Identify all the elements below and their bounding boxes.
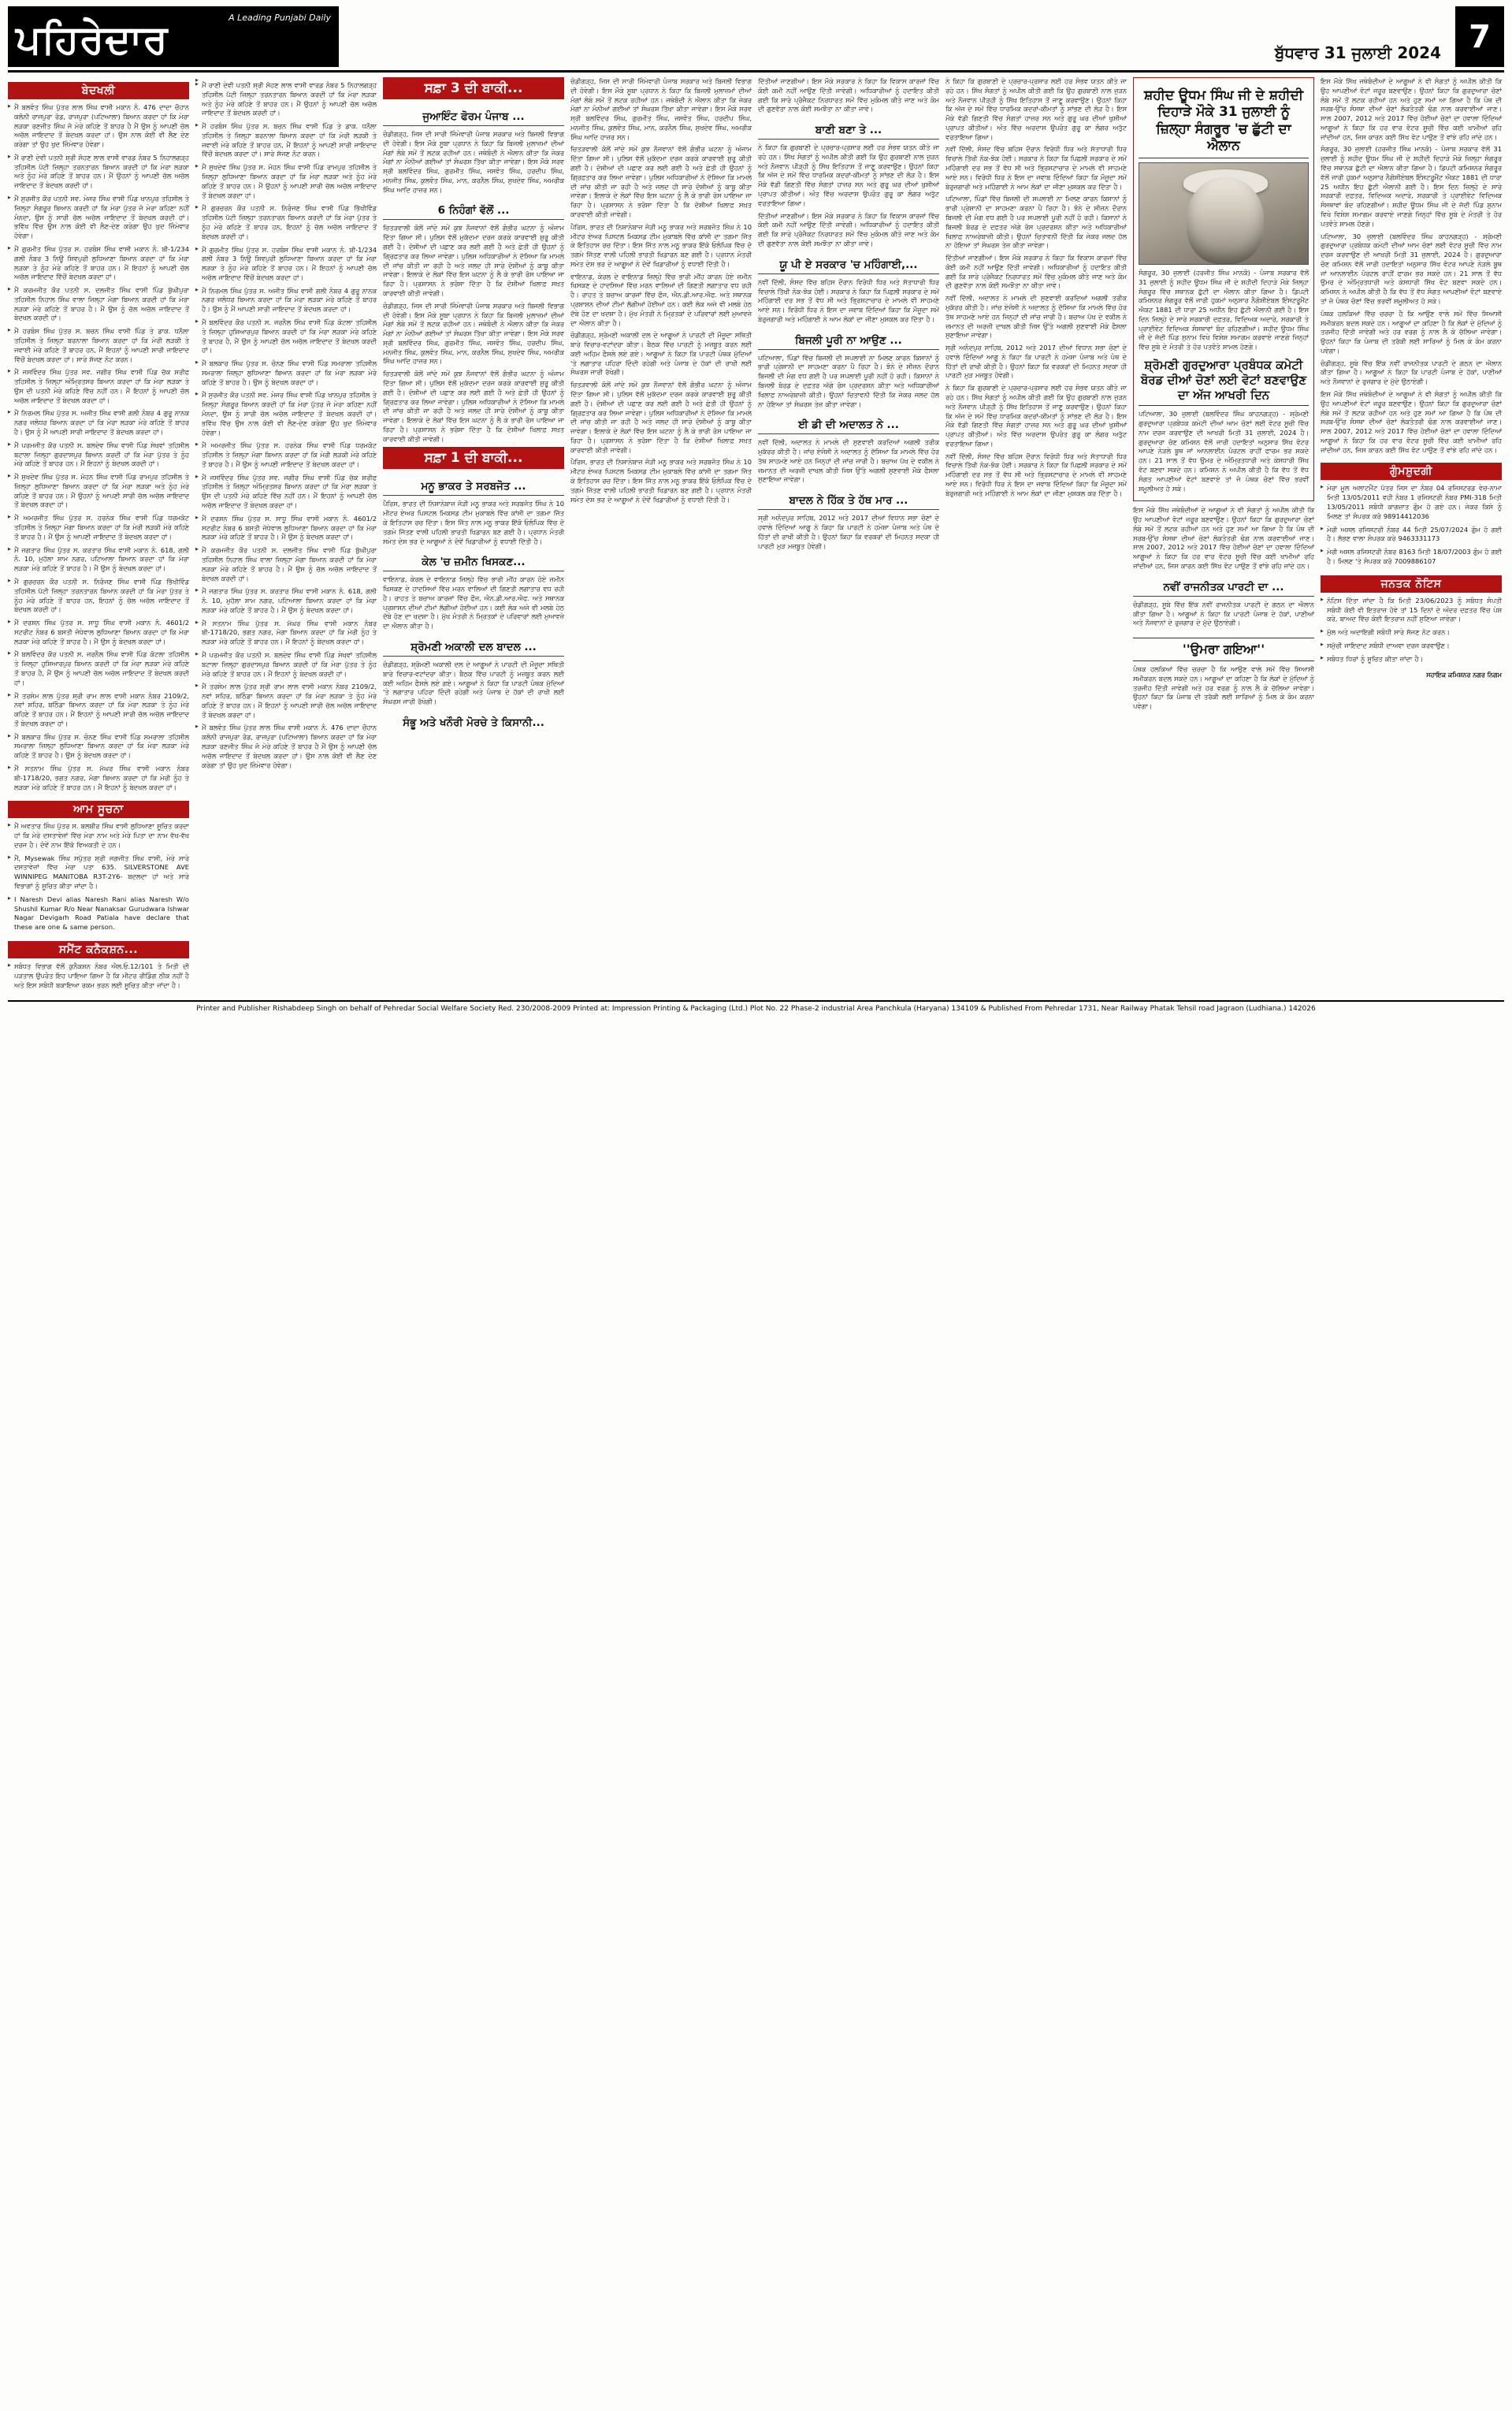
list-item: ▶ ਮੈਂ ਬਲਵਿੰਦਰ ਕੌਰ ਪਤਨੀ ਸ. ਜਰਨੈਲ ਸਿੰਘ ਵਾਸੀ ਪਿੰਡ ਕੋਟਲਾ ਤਹਿਸੀਲ ਤੇ ਜ਼ਿਲ੍ਹਾ ਹੁਸ਼ਿਆਰਪੁਰ ਬਿਆਨ ਕਰਦੀ ਹਾਂ ਕਿ ਮੇਰਾ ਲੜਕਾ ਮੇਰੇ ਕਹਿਣੇ ਤੋਂ ਬਾਹਰ ਹੈ, ਮੈਂ ਉਸ ਨੂੰ ਆਪਣੀ ਚੱਲ ਅਚੱਲ ਜਾਇਦਾਦ ਤੋਂ ਬੇਦਖਲ ਕਰਦੀ ਹਾਂ। — [195, 318, 377, 355]
paragraph: ਪੰਥਕ ਹਲਕਿਆਂ ਵਿੱਚ ਚਰਚਾ ਹੈ ਕਿ ਆਉਣ ਵਾਲੇ ਸਮੇਂ ਵਿੱਚ ਸਿਆਸੀ ਸਮੀਕਰਨ ਬਦਲ ਸਕਦੇ ਹਨ। ਆਗੂਆਂ ਦਾ ਕਹਿਣਾ ਹੈ ਕਿ ਲੋਕਾਂ ਦੇ ਮੁੱਦਿਆਂ ਨੂੰ ਤਰਜੀਹ ਦਿੱਤੀ ਜਾਵੇਗੀ ਅਤੇ ਹਰ ਵਰਗ ਨੂੰ ਨਾਲ ਲੈ ਕੇ ਚੱਲਿਆ ਜਾਵੇਗਾ। ਉਹਨਾਂ ਕਿਹਾ ਕਿ ਪੰਜਾਬ ਦੀ ਤਰੱਕੀ ਲਈ ਸਾਰਿਆਂ ਨੂੰ ਮਿਲ ਕੇ ਕੰਮ ਕਰਨਾ ਪਵੇਗਾ। — [1321, 309, 1502, 355]
portrait-photo — [1139, 162, 1309, 265]
paragraph: ਚੰਡੀਗੜ੍ਹ, ਸੂਬੇ ਵਿੱਚ ਇੱਕ ਨਵੀਂ ਰਾਜਨੀਤਕ ਪਾਰਟੀ ਦੇ ਗਠਨ ਦਾ ਐਲਾਨ ਕੀਤਾ ਗਿਆ ਹੈ। ਆਗੂਆਂ ਨੇ ਕਿਹਾ ਕਿ ਪਾਰਟੀ ਪੰਜਾਬ ਦੇ ਹੱਕਾਂ, ਪਾਣੀਆਂ ਅਤੇ ਨੌਜਵਾਨਾਂ ਦੇ ਰੁਜ਼ਗਾਰ ਦੇ ਮੁੱਦੇ ਉਠਾਏਗੀ। — [1321, 359, 1502, 386]
paragraph: ਨਵੀਂ ਦਿੱਲੀ, ਸੰਸਦ ਵਿੱਚ ਬਹਿਸ ਦੌਰਾਨ ਵਿਰੋਧੀ ਧਿਰ ਅਤੇ ਸੱਤਾਧਾਰੀ ਧਿਰ ਵਿਚਾਲੇ ਤਿੱਖੀ ਨੋਕ-ਝੋਕ ਹੋਈ। ਸਰਕਾਰ ਨੇ ਕਿਹਾ ਕਿ ਪਿਛਲੀ ਸਰਕਾਰ ਦੇ ਸਮੇਂ ਮਹਿੰਗਾਈ ਦਰ ਸਭ ਤੋਂ ਵੱਧ ਸੀ ਅਤੇ ਭ੍ਰਿਸ਼ਟਾਚਾਰ ਦੇ ਮਾਮਲੇ ਵੀ ਸਾਹਮਣੇ ਆਏ ਸਨ। ਵਿਰੋਧੀ ਧਿਰ ਨੇ ਇਸ ਦਾ ਜਵਾਬ ਦਿੰਦਿਆਂ ਕਿਹਾ ਕਿ ਮੌਜੂਦਾ ਸਮੇਂ ਬੇਰੁਜ਼ਗਾਰੀ ਅਤੇ ਮਹਿੰਗਾਈ ਨੇ ਆਮ ਲੋਕਾਂ ਦਾ ਜੀਣਾ ਮੁਸ਼ਕਲ ਕਰ ਦਿੱਤਾ ਹੈ। — [945, 145, 1127, 191]
story-headline-bijli: ਬਿਜਲੀ ਪੂਰੀ ਨਾ ਆਉਣ ... — [758, 334, 939, 350]
list-item: ▶ ਸਬੰਧਤ ਵਿਭਾਗ ਵੱਲੋਂ ਕੁਨੈਕਸ਼ਨ ਨੰਬਰ ਐਲ.ਓ.12/101 ਤੇ ਮਿਤੀ ਦੀ ਪੜਤਾਲ ਉਪਰੰਤ ਇਹ ਪਾਇਆ ਗਿਆ ਹੈ ਕਿ ਮੀਟਰ ਰੀਡਿੰਗ ਠੀਕ ਨਹੀਂ ਹੈ ਅਤੇ ਇਸ ਸਬੰਧੀ ਬਕਾਇਆ ਰਕਮ ਭਰਨ ਲਈ ਸੂਚਿਤ ਕੀਤਾ ਜਾਂਦਾ ਹੈ। — [8, 962, 189, 990]
story-body-joint-forum — [383, 130, 564, 198]
story-body-6a — [945, 77, 1127, 502]
story-headline-bani: ਬਾਣੀ ਬਣਾ ਤੇ ... — [758, 124, 939, 140]
paragraph: ਵਾਇਨਾਡ, ਕੇਰਲ ਦੇ ਵਾਇਨਾਡ ਜ਼ਿਲ੍ਹੇ ਵਿੱਚ ਭਾਰੀ ਮੀਂਹ ਕਾਰਨ ਹੋਏ ਜ਼ਮੀਨ ਖਿਸਕਣ ਦੇ ਹਾਦਸਿਆਂ ਵਿੱਚ ਮਰਨ ਵਾਲਿਆਂ ਦੀ ਗਿਣਤੀ ਲਗਾਤਾਰ ਵਧ ਰਹੀ ਹੈ। ਰਾਹਤ ਤੇ ਬਚਾਅ ਕਾਰਜਾਂ ਵਿੱਚ ਫੌਜ, ਐਨ.ਡੀ.ਆਰ.ਐਫ. ਅਤੇ ਸਥਾਨਕ ਪ੍ਰਸ਼ਾਸਨ ਦੀਆਂ ਟੀਮਾਂ ਲੱਗੀਆਂ ਹੋਈਆਂ ਹਨ। ਕਈ ਲੋਕ ਅਜੇ ਵੀ ਮਲਬੇ ਹੇਠ ਦੱਬੇ ਹੋਣ ਦਾ ਖਦਸ਼ਾ ਹੈ। ਮੁੱਖ ਮੰਤਰੀ ਨੇ ਮ੍ਰਿਤਕਾਂ ਦੇ ਪਰਿਵਾਰਾਂ ਲਈ ਮੁਆਵਜ਼ੇ ਦਾ ਐਲਾਨ ਕੀਤਾ ਹੈ। — [570, 272, 752, 327]
story-body-bani — [758, 143, 939, 252]
list-item: ▶ ਮੈਂ ਜਗਤਾਰ ਸਿੰਘ ਪੁੱਤਰ ਸ. ਕਰਤਾਰ ਸਿੰਘ ਵਾਸੀ ਮਕਾਨ ਨੰ. 618, ਗਲੀ ਨੰ. 10, ਮੁਹੱਲਾ ਸ਼ਾਮ ਨਗਰ, ਪਟਿਆਲਾ ਬਿਆਨ ਕਰਦਾ ਹਾਂ ਕਿ ਮੇਰਾ ਲੜਕਾ ਮੇਰੇ ਕਹਿਣੇ ਤੋਂ ਬਾਹਰ ਹੈ। ਮੈਂ ਉਸ ਨੂੰ ਬੇਦਖਲ ਕਰਦਾ ਹਾਂ। — [195, 587, 377, 615]
list-item: ▶ ਮੇਰੀ ਅਸਲ ਰਜਿਸਟਰੀ ਨੰਬਰ 8163 ਮਿਤੀ 18/07/2003 ਗੁੰਮ ਹੋ ਗਈ ਹੈ। ਮਿਲਣ 'ਤੇ ਸੰਪਰਕ ਕਰੋ 7009886107 — [1321, 548, 1502, 567]
list-item: ▶ ਮੈਂ ਨਿਰਮਲ ਸਿੰਘ ਪੁੱਤਰ ਸ. ਅਜੀਤ ਸਿੰਘ ਵਾਸੀ ਗਲੀ ਨੰਬਰ 4 ਗੁਰੂ ਨਾਨਕ ਨਗਰ ਜਲੰਧਰ ਬਿਆਨ ਕਰਦਾ ਹਾਂ ਕਿ ਮੇਰਾ ਲੜਕਾ ਮੇਰੇ ਕਹਿਣੇ ਤੋਂ ਬਾਹਰ ਹੈ। ਉਸ ਨੂੰ ਮੈਂ ਆਪਣੀ ਸਾਰੀ ਜਾਇਦਾਦ ਤੋਂ ਬੇਦਖਲ ਕਰਦਾ ਹਾਂ। — [195, 287, 377, 314]
story-headline-kerala-landslide: ਕੇਲ 'ਚ ਜ਼ਮੀਨ ਖਿਸਕਣ... — [383, 556, 564, 571]
paragraph: ਨਵੀਂ ਦਿੱਲੀ, ਸੰਸਦ ਵਿੱਚ ਬਹਿਸ ਦੌਰਾਨ ਵਿਰੋਧੀ ਧਿਰ ਅਤੇ ਸੱਤਾਧਾਰੀ ਧਿਰ ਵਿਚਾਲੇ ਤਿੱਖੀ ਨੋਕ-ਝੋਕ ਹੋਈ। ਸਰਕਾਰ ਨੇ ਕਿਹਾ ਕਿ ਪਿਛਲੀ ਸਰਕਾਰ ਦੇ ਸਮੇਂ ਮਹਿੰਗਾਈ ਦਰ ਸਭ ਤੋਂ ਵੱਧ ਸੀ ਅਤੇ ਭ੍ਰਿਸ਼ਟਾਚਾਰ ਦੇ ਮਾਮਲੇ ਵੀ ਸਾਹਮਣੇ ਆਏ ਸਨ। ਵਿਰੋਧੀ ਧਿਰ ਨੇ ਇਸ ਦਾ ਜਵਾਬ ਦਿੰਦਿਆਂ ਕਿਹਾ ਕਿ ਮੌਜੂਦਾ ਸਮੇਂ ਬੇਰੁਜ਼ਗਾਰੀ ਅਤੇ ਮਹਿੰਗਾਈ ਨੇ ਆਮ ਲੋਕਾਂ ਦਾ ਜੀਣਾ ਮੁਸ਼ਕਲ ਕਰ ਦਿੱਤਾ ਹੈ। — [945, 452, 1127, 497]
page-number: 7 — [1455, 6, 1504, 67]
paragraph: ਨਵੀਂ ਦਿੱਲੀ, ਅਦਾਲਤ ਨੇ ਮਾਮਲੇ ਦੀ ਸੁਣਵਾਈ ਕਰਦਿਆਂ ਅਗਲੀ ਤਰੀਕ ਮੁਕੱਰਰ ਕੀਤੀ ਹੈ। ਜਾਂਚ ਏਜੰਸੀ ਨੇ ਅਦਾਲਤ ਨੂੰ ਦੱਸਿਆ ਕਿ ਮਾਮਲੇ ਵਿੱਚ ਹੋਰ ਤੱਥ ਸਾਹਮਣੇ ਆਏ ਹਨ ਜਿਨ੍ਹਾਂ ਦੀ ਜਾਂਚ ਜਾਰੀ ਹੈ। ਬਚਾਅ ਪੱਖ ਦੇ ਵਕੀਲ ਨੇ ਜ਼ਮਾਨਤ ਦੀ ਅਰਜ਼ੀ ਦਾਖਲ ਕੀਤੀ ਜਿਸ ਉੱਤੇ ਅਗਲੀ ਸੁਣਵਾਈ ਮੌਕੇ ਫੈਸਲਾ ਸੁਣਾਇਆ ਜਾਵੇਗਾ। — [945, 294, 1127, 340]
paragraph: ਨੇ ਕਿਹਾ ਕਿ ਗੁਰਬਾਣੀ ਦੇ ਪ੍ਰਚਾਰ-ਪ੍ਰਸਾਰ ਲਈ ਹਰ ਸੰਭਵ ਯਤਨ ਕੀਤੇ ਜਾ ਰਹੇ ਹਨ। ਸਿੱਖ ਸੰਗਤਾਂ ਨੂੰ ਅਪੀਲ ਕੀਤੀ ਗਈ ਕਿ ਉਹ ਗੁਰਬਾਣੀ ਨਾਲ ਜੁੜਨ ਅਤੇ ਨੌਜਵਾਨ ਪੀੜ੍ਹੀ ਨੂੰ ਸਿੱਖ ਇਤਿਹਾਸ ਤੋਂ ਜਾਣੂ ਕਰਵਾਉਣ। ਉਹਨਾਂ ਕਿਹਾ ਕਿ ਅੱਜ ਦੇ ਸਮੇਂ ਵਿੱਚ ਧਾਰਮਿਕ ਕਦਰਾਂ-ਕੀਮਤਾਂ ਨੂੰ ਸਾਂਭਣ ਦੀ ਲੋੜ ਹੈ। ਇਸ ਮੌਕੇ ਵੱਡੀ ਗਿਣਤੀ ਵਿੱਚ ਸੰਗਤਾਂ ਹਾਜ਼ਰ ਸਨ ਅਤੇ ਗੁਰੂ ਘਰ ਦੀਆਂ ਖੁਸ਼ੀਆਂ ਪ੍ਰਾਪਤ ਕੀਤੀਆਂ। ਅੰਤ ਵਿੱਚ ਅਰਦਾਸ ਉਪਰੰਤ ਗੁਰੂ ਕਾ ਲੰਗਰ ਅਤੁੱਟ ਵਰਤਾਇਆ ਗਿਆ। — [758, 143, 939, 207]
section-heading-jantak-notice: ਜਨਤਕ ਨੋਟਿਸ — [1321, 575, 1502, 593]
story-body-6-nihang — [383, 224, 564, 447]
paragraph: ਸ੍ਰੀ ਅਨੰਦਪੁਰ ਸਾਹਿਬ, 2012 ਅਤੇ 2017 ਦੀਆਂ ਵਿਧਾਨ ਸਭਾ ਚੋਣਾਂ ਦੇ ਹਵਾਲੇ ਦਿੰਦਿਆਂ ਆਗੂ ਨੇ ਕਿਹਾ ਕਿ ਪਾਰਟੀ ਨੇ ਹਮੇਸ਼ਾ ਪੰਜਾਬ ਅਤੇ ਪੰਥ ਦੇ ਹਿੱਤਾਂ ਦੀ ਰਾਖੀ ਕੀਤੀ ਹੈ। ਉਹਨਾਂ ਕਿਹਾ ਕਿ ਵਰਕਰਾਂ ਦੀ ਮਿਹਨਤ ਸਦਕਾ ਹੀ ਪਾਰਟੀ ਮੁੜ ਮਜ਼ਬੂਤ ਹੋਵੇਗੀ। — [945, 344, 1127, 380]
story-body-umra-gaya — [1133, 665, 1314, 715]
paragraph: ਚੰਡੀਗੜ੍ਹ, ਜਿਸ ਦੀ ਸਾਰੀ ਜਿੰਮੇਵਾਰੀ ਪੰਜਾਬ ਸਰਕਾਰ ਅਤੇ ਬਿਜਲੀ ਵਿਭਾਗ ਦੀ ਹੋਵੇਗੀ। ਇਸ ਮੌਕੇ ਸੂਬਾ ਪ੍ਰਧਾਨ ਨੇ ਕਿਹਾ ਕਿ ਬਿਜਲੀ ਮੁਲਾਜ਼ਮਾਂ ਦੀਆਂ ਮੰਗਾਂ ਲੰਬੇ ਸਮੇਂ ਤੋਂ ਲਟਕ ਰਹੀਆਂ ਹਨ। ਜਥੇਬੰਦੀ ਨੇ ਐਲਾਨ ਕੀਤਾ ਕਿ ਜੇਕਰ ਮੰਗਾਂ ਨਾ ਮੰਨੀਆਂ ਗਈਆਂ ਤਾਂ ਸੰਘਰਸ਼ ਤਿੱਖਾ ਕੀਤਾ ਜਾਵੇਗਾ। ਇਸ ਮੌਕੇ ਸਰਵ ਸ਼੍ਰੀ ਬਲਵਿੰਦਰ ਸਿੰਘ, ਗੁਰਮੀਤ ਸਿੰਘ, ਜਸਵੰਤ ਸਿੰਘ, ਹਰਦੀਪ ਸਿੰਘ, ਮਨਜੀਤ ਸਿੰਘ, ਕੁਲਵੰਤ ਸਿੰਘ, ਮਾਨ, ਕਰਨੈਲ ਸਿੰਘ, ਸੁਖਦੇਵ ਸਿੰਘ, ਅਮਰੀਕ ਸਿੰਘ ਆਦਿ ਹਾਜ਼ਰ ਸਨ। — [383, 301, 564, 366]
list-item: ▶ ਮੈਂ ਸੁਖਦੇਵ ਸਿੰਘ ਪੁੱਤਰ ਸ. ਮੋਹਨ ਸਿੰਘ ਵਾਸੀ ਪਿੰਡ ਰਾਮਪੁਰ ਤਹਿਸੀਲ ਤੇ ਜ਼ਿਲ੍ਹਾ ਲੁਧਿਆਣਾ ਬਿਆਨ ਕਰਦਾ ਹਾਂ ਕਿ ਮੇਰਾ ਲੜਕਾ ਅਤੇ ਨੂੰਹ ਮੇਰੇ ਕਹਿਣੇ ਤੋਂ ਬਾਹਰ ਹਨ। ਮੈਂ ਉਹਨਾਂ ਨੂੰ ਆਪਣੀ ਸਾਰੀ ਚੱਲ ਅਚੱਲ ਜਾਇਦਾਦ ਤੋਂ ਬੇਦਖਲ ਕਰਦਾ ਹਾਂ। — [195, 163, 377, 200]
column-classifieds-2 — [195, 77, 377, 774]
column-jump-page3 — [383, 77, 564, 735]
list-item: ▶ ਮੈਂ ਹਰਬੰਸ ਸਿੰਘ ਪੁੱਤਰ ਸ. ਬਚਨ ਸਿੰਘ ਵਾਸੀ ਪਿੰਡ ਤੇ ਡਾਕ. ਧਨੌਲਾ ਤਹਿਸੀਲ ਤੇ ਜ਼ਿਲ੍ਹਾ ਬਰਨਾਲਾ ਬਿਆਨ ਕਰਦਾ ਹਾਂ ਕਿ ਮੇਰੀ ਲੜਕੀ ਤੇ ਜਵਾਈ ਮੇਰੇ ਕਹਿਣੇ ਤੋਂ ਬਾਹਰ ਹਨ, ਮੈਂ ਇਹਨਾਂ ਨੂੰ ਆਪਣੀ ਸਾਰੀ ਜਾਇਦਾਦ ਵਿੱਚੋਂ ਬੇਦਖਲ ਕਰਦਾ ਹਾਂ। ਸਾਰੇ ਸੱਜਣ ਨੋਟ ਕਰਨ। — [8, 327, 189, 364]
cement-connection-list — [8, 962, 189, 994]
column8-top-text — [1321, 77, 1502, 458]
list-item: ▶ ਮੈਂ ਅਮਰਜੀਤ ਸਿੰਘ ਪੁੱਤਰ ਸ. ਹਰਨੇਕ ਸਿੰਘ ਵਾਸੀ ਪਿੰਡ ਧਰਮਕੋਟ ਤਹਿਸੀਲ ਤੇ ਜ਼ਿਲ੍ਹਾ ਮੋਗਾ ਬਿਆਨ ਕਰਦਾ ਹਾਂ ਕਿ ਮੇਰੀ ਲੜਕੀ ਮੇਰੇ ਕਹਿਣੇ ਤੋਂ ਬਾਹਰ ਹੈ। ਮੈਂ ਉਸ ਨੂੰ ਆਪਣੀ ਜਾਇਦਾਦ ਤੋਂ ਬੇਦਖਲ ਕਰਦਾ ਹਾਂ। — [195, 441, 377, 469]
section-heading-aam-soochna: ਆਮ ਸੂਚਨਾ — [8, 801, 189, 818]
lead-body — [1139, 269, 1309, 352]
story-headline-shambhu-khanauri: ਸੰਭੂ ਅਤੇ ਖਨੌਰੀ ਮੋਰਚੇ ਤੇ ਕਿਸਾਨੀ... — [403, 716, 544, 729]
list-item: ▶ I Naresh Devi alias Naresh Rani alias Naresh W/o Shushil Kumar R/o Near Nanaksar Gurudwara Ishwar Nagar Devigarh Road Patiala have declare that these are one & same person. — [8, 895, 189, 932]
list-item: ▶ ਸਮੁੱਚੀ ਜਾਇਦਾਦ ਸਬੰਧੀ ਦਾਅਵਾ ਦਰਜ ਕਰਵਾਉਣ। — [1321, 642, 1502, 651]
paragraph: ਚਿਤੜਵਾਲੀ ਕੋਲੋਂ ਜਾਂਦੇ ਸਮੇਂ ਕੁਝ ਨੌਜਵਾਨਾਂ ਵੱਲੋਂ ਗੰਭੀਰ ਘਟਨਾ ਨੂੰ ਅੰਜਾਮ ਦਿੱਤਾ ਗਿਆ ਸੀ। ਪੁਲਿਸ ਵੱਲੋਂ ਮੁਕੱਦਮਾ ਦਰਜ ਕਰਕੇ ਕਾਰਵਾਈ ਸ਼ੁਰੂ ਕੀਤੀ ਗਈ ਹੈ। ਦੋਸ਼ੀਆਂ ਦੀ ਪਛਾਣ ਕਰ ਲਈ ਗਈ ਹੈ ਅਤੇ ਛੇਤੀ ਹੀ ਉਹਨਾਂ ਨੂੰ ਗ੍ਰਿਫ਼ਤਾਰ ਕਰ ਲਿਆ ਜਾਵੇਗਾ। ਪੁਲਿਸ ਅਧਿਕਾਰੀਆਂ ਨੇ ਦੱਸਿਆ ਕਿ ਮਾਮਲੇ ਦੀ ਜਾਂਚ ਕੀਤੀ ਜਾ ਰਹੀ ਹੈ ਅਤੇ ਜਲਦ ਹੀ ਸਾਰੇ ਦੋਸ਼ੀਆਂ ਨੂੰ ਕਾਬੂ ਕੀਤਾ ਜਾਵੇਗਾ। ਇਲਾਕੇ ਦੇ ਲੋਕਾਂ ਵਿੱਚ ਇਸ ਘਟਨਾ ਨੂੰ ਲੈ ਕੇ ਭਾਰੀ ਰੋਸ ਪਾਇਆ ਜਾ ਰਿਹਾ ਹੈ। ਪ੍ਰਸ਼ਾਸਨ ਨੇ ਭਰੋਸਾ ਦਿੱਤਾ ਹੈ ਕਿ ਦੋਸ਼ੀਆਂ ਖਿਲਾਫ਼ ਸਖ਼ਤ ਕਾਰਵਾਈ ਕੀਤੀ ਜਾਵੇਗੀ। — [383, 224, 564, 297]
list-item: ▶ ਮੈਂ ਤਰਸੇਮ ਲਾਲ ਪੁੱਤਰ ਸ਼੍ਰੀ ਰਾਮ ਲਾਲ ਵਾਸੀ ਮਕਾਨ ਨੰਬਰ 2109/2, ਨਵਾਂ ਸ਼ਹਿਰ, ਬਠਿੰਡਾ ਬਿਆਨ ਕਰਦਾ ਹਾਂ ਕਿ ਮੇਰਾ ਲੜਕਾ ਤੇ ਨੂੰਹ ਮੇਰੇ ਕਹਿਣੇ ਤੋਂ ਬਾਹਰ ਹਨ। ਮੈਂ ਇਹਨਾਂ ਨੂੰ ਆਪਣੀ ਸਾਰੀ ਚੱਲ ਅਚੱਲ ਜਾਇਦਾਦ ਤੋਂ ਬੇਦਖਲ ਕਰਦਾ ਹਾਂ। — [195, 683, 377, 720]
list-item: ▶ ਮੈਂ ਗੁਰਚਰਨ ਕੌਰ ਪਤਨੀ ਸ. ਨਿਰੰਜਣ ਸਿੰਘ ਵਾਸੀ ਪਿੰਡ ਭਿੱਖੀਵਿੰਡ ਤਹਿਸੀਲ ਪੱਟੀ ਜ਼ਿਲ੍ਹਾ ਤਰਨਤਾਰਨ ਬਿਆਨ ਕਰਦੀ ਹਾਂ ਕਿ ਮੇਰਾ ਪੁੱਤਰ ਤੇ ਨੂੰਹ ਮੇਰੇ ਕਹਿਣੇ ਤੋਂ ਬਾਹਰ ਹਨ, ਇਹਨਾਂ ਨੂੰ ਚੱਲ ਅਚੱਲ ਜਾਇਦਾਦ ਤੋਂ ਬੇਦਖਲ ਕਰਦੀ ਹਾਂ। — [195, 204, 377, 241]
newspaper-logo — [8, 6, 339, 67]
story-body-upa-mehangai — [758, 278, 939, 328]
list-item: ▶ ਮੈਂ ਸਤਨਾਮ ਸਿੰਘ ਪੁੱਤਰ ਸ. ਮੱਘਰ ਸਿੰਘ ਵਾਸੀ ਮਕਾਨ ਨੰਬਰ ਬੀ-1718/20, ਭਗਤ ਨਗਰ, ਮੋਗਾ ਬਿਆਨ ਕਰਦਾ ਹਾਂ ਕਿ ਮੇਰੀ ਨੂੰਹ ਤੇ ਲੜਕਾ ਮੇਰੇ ਕਹਿਣੇ ਤੋਂ ਬਾਹਰ ਹਨ। ਮੈਂ ਇਹਨਾਂ ਨੂੰ ਬੇਦਖਲ ਕਰਦਾ ਹਾਂ। — [195, 619, 377, 647]
story-body-continued-1 — [570, 77, 752, 223]
list-item: ▶ ਮੈਂ ਤਰਸੇਮ ਲਾਲ ਪੁੱਤਰ ਸ਼੍ਰੀ ਰਾਮ ਲਾਲ ਵਾਸੀ ਮਕਾਨ ਨੰਬਰ 2109/2, ਨਵਾਂ ਸ਼ਹਿਰ, ਬਠਿੰਡਾ ਬਿਆਨ ਕਰਦਾ ਹਾਂ ਕਿ ਮੇਰਾ ਲੜਕਾ ਤੇ ਨੂੰਹ ਮੇਰੇ ਕਹਿਣੇ ਤੋਂ ਬਾਹਰ ਹਨ। ਮੈਂ ਇਹਨਾਂ ਨੂੰ ਆਪਣੀ ਸਾਰੀ ਚੱਲ ਅਚੱਲ ਜਾਇਦਾਦ ਤੋਂ ਬੇਦਖਲ ਕਰਦਾ ਹਾਂ। — [8, 692, 189, 729]
story-body-manu-bhaker — [383, 500, 564, 549]
paragraph: ਪਟਿਆਲਾ, ਪਿੰਡਾਂ ਵਿੱਚ ਬਿਜਲੀ ਦੀ ਸਪਲਾਈ ਨਾ ਮਿਲਣ ਕਾਰਨ ਕਿਸਾਨਾਂ ਨੂੰ ਭਾਰੀ ਪ੍ਰੇਸ਼ਾਨੀ ਦਾ ਸਾਹਮਣਾ ਕਰਨਾ ਪੈ ਰਿਹਾ ਹੈ। ਝੋਨੇ ਦੇ ਸੀਜ਼ਨ ਦੌਰਾਨ ਬਿਜਲੀ ਦੀ ਮੰਗ ਵਧ ਗਈ ਹੈ ਪਰ ਸਪਲਾਈ ਪੂਰੀ ਨਹੀਂ ਹੋ ਰਹੀ। ਕਿਸਾਨਾਂ ਨੇ ਬਿਜਲੀ ਬੋਰਡ ਦੇ ਦਫ਼ਤਰ ਅੱਗੇ ਰੋਸ ਪ੍ਰਦਰਸ਼ਨ ਕੀਤਾ ਅਤੇ ਅਧਿਕਾਰੀਆਂ ਖਿਲਾਫ਼ ਨਾਅਰੇਬਾਜ਼ੀ ਕੀਤੀ। ਉਹਨਾਂ ਚਿਤਾਵਨੀ ਦਿੱਤੀ ਕਿ ਜੇਕਰ ਜਲਦ ਹੱਲ ਨਾ ਹੋਇਆ ਤਾਂ ਸੰਘਰਸ਼ ਤੇਜ਼ ਕੀਤਾ ਜਾਵੇਗਾ। — [945, 195, 1127, 250]
secondary-body-sgpc — [1139, 410, 1309, 493]
story-headline-umra-gaya: ''ਉਮਰਾ ਗਇਆ'' — [1133, 638, 1314, 661]
list-item: ▶ ਮੈਂ ਗੁਰਮੀਤ ਸਿੰਘ ਪੁੱਤਰ ਸ. ਹਰਬੰਸ ਸਿੰਘ ਵਾਸੀ ਮਕਾਨ ਨੰ. ਬੀ-1/234 ਗਲੀ ਨੰਬਰ 3 ਨਿਊ ਸ਼ਿਵਪੁਰੀ ਲੁਧਿਆਣਾ ਬਿਆਨ ਕਰਦਾ ਹਾਂ ਕਿ ਮੇਰਾ ਲੜਕਾ ਤੇ ਨੂੰਹ ਮੇਰੇ ਕਹਿਣੇ ਤੋਂ ਬਾਹਰ ਹਨ। ਮੈਂ ਇਹਨਾਂ ਨੂੰ ਆਪਣੀ ਚੱਲ ਅਚੱਲ ਜਾਇਦਾਦ ਵਿੱਚੋਂ ਬੇਦਖਲ ਕਰਦਾ ਹਾਂ। — [8, 245, 189, 282]
lead-continuation — [1133, 506, 1314, 574]
masthead-date-area — [339, 6, 1455, 67]
list-item: ▶ ਮੈਂ ਦਰਸ਼ਨ ਸਿੰਘ ਪੁੱਤਰ ਸ. ਸਾਧੂ ਸਿੰਘ ਵਾਸੀ ਮਕਾਨ ਨੰ. 4601/2 ਸਟਰੀਟ ਨੰਬਰ 6 ਬਸਤੀ ਜੋਧੇਵਾਲ ਲੁਧਿਆਣਾ ਬਿਆਨ ਕਰਦਾ ਹਾਂ ਕਿ ਮੇਰਾ ਲੜਕਾ ਮੇਰੇ ਕਹਿਣੇ ਤੋਂ ਬਾਹਰ ਹੈ। ਮੈਂ ਉਸ ਨੂੰ ਬੇਦਖਲ ਕਰਦਾ ਹਾਂ। — [8, 619, 189, 646]
paragraph: ਪੈਰਿਸ, ਭਾਰਤ ਦੀ ਨਿਸ਼ਾਨੇਬਾਜ਼ ਜੋੜੀ ਮਨੂ ਭਾਕਰ ਅਤੇ ਸਰਬਜੋਤ ਸਿੰਘ ਨੇ 10 ਮੀਟਰ ਏਅਰ ਪਿਸਟਲ ਮਿਕਸਡ ਟੀਮ ਮੁਕਾਬਲੇ ਵਿੱਚ ਕਾਂਸੀ ਦਾ ਤਗਮਾ ਜਿੱਤ ਕੇ ਇਤਿਹਾਸ ਰਚ ਦਿੱਤਾ। ਇਸ ਜਿੱਤ ਨਾਲ ਮਨੂ ਭਾਕਰ ਇੱਕੋ ਓਲੰਪਿਕ ਵਿੱਚ ਦੋ ਤਗਮੇ ਜਿੱਤਣ ਵਾਲੀ ਪਹਿਲੀ ਭਾਰਤੀ ਖਿਡਾਰਨ ਬਣ ਗਈ ਹੈ। ਪ੍ਰਧਾਨ ਮੰਤਰੀ ਸਮੇਤ ਦੇਸ਼ ਭਰ ਦੇ ਆਗੂਆਂ ਨੇ ਦੋਵੇਂ ਖਿਡਾਰੀਆਂ ਨੂੰ ਵਧਾਈ ਦਿੱਤੀ ਹੈ। — [570, 458, 752, 504]
list-item: ▶ ਮੈਂ ਸੁਰਜੀਤ ਕੌਰ ਪਤਨੀ ਸਵ. ਮੇਜਰ ਸਿੰਘ ਵਾਸੀ ਪਿੰਡ ਖਾਨਪੁਰ ਤਹਿਸੀਲ ਤੇ ਜ਼ਿਲ੍ਹਾ ਸੰਗਰੂਰ ਬਿਆਨ ਕਰਦੀ ਹਾਂ ਕਿ ਮੇਰਾ ਪੁੱਤਰ ਜੋ ਮੇਰਾ ਕਹਿਣਾ ਨਹੀਂ ਮੰਨਦਾ, ਉਸ ਨੂੰ ਸਾਰੀ ਚੱਲ ਅਚੱਲ ਜਾਇਦਾਦ ਤੋਂ ਬੇਦਖਲ ਕਰਦੀ ਹਾਂ। ਭਵਿੱਖ ਵਿੱਚ ਉਸ ਨਾਲ ਕੋਈ ਵੀ ਲੈਣ-ਦੇਣ ਕਰੇਗਾ ਉਹ ਖੁਦ ਜ਼ਿੰਮੇਵਾਰ ਹੋਵੇਗਾ। — [195, 391, 377, 437]
section-heading-cement-connection: ਸਮੈਂਟ ਕਨੈਕਸ਼ਨ... — [8, 941, 189, 958]
list-item: ▶ ਮੈਂ ਰਾਣੀ ਦੇਵੀ ਪਤਨੀ ਸ਼੍ਰੀ ਸੋਹਣ ਲਾਲ ਵਾਸੀ ਵਾਰਡ ਨੰਬਰ 5 ਨਿਹਾਲਗੜ੍ਹ ਤਹਿਸੀਲ ਪੱਟੀ ਜ਼ਿਲ੍ਹਾ ਤਰਨਤਾਰਨ ਬਿਆਨ ਕਰਦੀ ਹਾਂ ਕਿ ਮੇਰਾ ਲੜਕਾ ਅਤੇ ਨੂੰਹ ਮੇਰੇ ਕਹਿਣੇ ਤੋਂ ਬਾਹਰ ਹਨ। ਮੈਂ ਉਹਨਾਂ ਨੂੰ ਆਪਣੀ ਚੱਲ ਅਚੱਲ ਜਾਇਦਾਦ ਤੋਂ ਬੇਦਖਲ ਕਰਦੀ ਹਾਂ। — [195, 81, 377, 118]
paragraph: ਪਟਿਆਲਾ, 30 ਜੁਲਾਈ (ਬਲਵਿੰਦਰ ਸਿੰਘ ਕਾਹਨਗੜ੍ਹ) - ਸ਼੍ਰੋਮਣੀ ਗੁਰਦੁਆਰਾ ਪ੍ਰਬੰਧਕ ਕਮੇਟੀ ਦੀਆਂ ਆਮ ਚੋਣਾਂ ਲਈ ਵੋਟਰ ਸੂਚੀ ਵਿੱਚ ਨਾਮ ਦਰਜ ਕਰਵਾਉਣ ਦੀ ਆਖਰੀ ਮਿਤੀ 31 ਜੁਲਾਈ, 2024 ਹੈ। ਗੁਰਦੁਆਰਾ ਚੋਣ ਕਮਿਸ਼ਨ ਵੱਲੋਂ ਜਾਰੀ ਹਦਾਇਤਾਂ ਅਨੁਸਾਰ ਸਿੱਖ ਵੋਟਰ ਆਪਣੇ ਨੇੜਲੇ ਬੂਥ ਜਾਂ ਆਨਲਾਈਨ ਪੋਰਟਲ ਰਾਹੀਂ ਫਾਰਮ ਭਰ ਸਕਦੇ ਹਨ। 21 ਸਾਲ ਤੋਂ ਵੱਧ ਉਮਰ ਦੇ ਅੰਮ੍ਰਿਤਧਾਰੀ ਅਤੇ ਕੇਸਧਾਰੀ ਸਿੱਖ ਵੋਟ ਬਣਵਾ ਸਕਦੇ ਹਨ। ਕਮਿਸ਼ਨ ਨੇ ਅਪੀਲ ਕੀਤੀ ਹੈ ਕਿ ਵੱਧ ਤੋਂ ਵੱਧ ਸੰਗਤ ਆਪਣੀਆਂ ਵੋਟਾਂ ਬਣਵਾਏ ਤਾਂ ਜੋ ਪੰਥਕ ਚੋਣਾਂ ਵਿੱਚ ਭਰਵੀਂ ਸ਼ਮੂਲੀਅਤ ਹੋ ਸਕੇ। — [1321, 232, 1502, 305]
paragraph: ਚਿਤੜਵਾਲੀ ਕੋਲੋਂ ਜਾਂਦੇ ਸਮੇਂ ਕੁਝ ਨੌਜਵਾਨਾਂ ਵੱਲੋਂ ਗੰਭੀਰ ਘਟਨਾ ਨੂੰ ਅੰਜਾਮ ਦਿੱਤਾ ਗਿਆ ਸੀ। ਪੁਲਿਸ ਵੱਲੋਂ ਮੁਕੱਦਮਾ ਦਰਜ ਕਰਕੇ ਕਾਰਵਾਈ ਸ਼ੁਰੂ ਕੀਤੀ ਗਈ ਹੈ। ਦੋਸ਼ੀਆਂ ਦੀ ਪਛਾਣ ਕਰ ਲਈ ਗਈ ਹੈ ਅਤੇ ਛੇਤੀ ਹੀ ਉਹਨਾਂ ਨੂੰ ਗ੍ਰਿਫ਼ਤਾਰ ਕਰ ਲਿਆ ਜਾਵੇਗਾ। ਪੁਲਿਸ ਅਧਿਕਾਰੀਆਂ ਨੇ ਦੱਸਿਆ ਕਿ ਮਾਮਲੇ ਦੀ ਜਾਂਚ ਕੀਤੀ ਜਾ ਰਹੀ ਹੈ ਅਤੇ ਜਲਦ ਹੀ ਸਾਰੇ ਦੋਸ਼ੀਆਂ ਨੂੰ ਕਾਬੂ ਕੀਤਾ ਜਾਵੇਗਾ। ਇਲਾਕੇ ਦੇ ਲੋਕਾਂ ਵਿੱਚ ਇਸ ਘਟਨਾ ਨੂੰ ਲੈ ਕੇ ਭਾਰੀ ਰੋਸ ਪਾਇਆ ਜਾ ਰਿਹਾ ਹੈ। ਪ੍ਰਸ਼ਾਸਨ ਨੇ ਭਰੋਸਾ ਦਿੱਤਾ ਹੈ ਕਿ ਦੋਸ਼ੀਆਂ ਖਿਲਾਫ਼ ਸਖ਼ਤ ਕਾਰਵਾਈ ਕੀਤੀ ਜਾਵੇਗੀ। — [570, 381, 752, 454]
list-item: ▶ ਮੈਂ ਅਵਤਾਰ ਸਿੰਘ ਪੁੱਤਰ ਸ. ਬਲਬੀਰ ਸਿੰਘ ਵਾਸੀ ਲੁਧਿਆਣਾ ਸੂਚਿਤ ਕਰਦਾ ਹਾਂ ਕਿ ਮੇਰੇ ਦਸਤਾਵੇਜ਼ਾਂ ਵਿੱਚ ਮੇਰਾ ਨਾਮ ਅਤੇ ਮੇਰੇ ਪਿਤਾ ਦਾ ਨਾਮ ਵੱਖ-ਵੱਖ ਦਰਜ ਹੈ। ਦੋਵੇਂ ਨਾਮ ਇੱਕੋ ਵਿਅਕਤੀ ਦੇ ਹਨ। — [8, 822, 189, 850]
paragraph: ਇਸ ਮੌਕੇ ਸਿੱਖ ਜਥੇਬੰਦੀਆਂ ਦੇ ਆਗੂਆਂ ਨੇ ਵੀ ਸੰਗਤਾਂ ਨੂੰ ਅਪੀਲ ਕੀਤੀ ਕਿ ਉਹ ਆਪਣੀਆਂ ਵੋਟਾਂ ਜਰੂਰ ਬਣਵਾਉਣ। ਉਹਨਾਂ ਕਿਹਾ ਕਿ ਗੁਰਦੁਆਰਾ ਚੋਣਾਂ ਲੰਬੇ ਸਮੇਂ ਤੋਂ ਲਟਕ ਰਹੀਆਂ ਹਨ ਅਤੇ ਹੁਣ ਸਮਾਂ ਆ ਗਿਆ ਹੈ ਕਿ ਪੰਥ ਦੀ ਸਰਬ-ਉੱਚ ਸੰਸਥਾ ਦੀਆਂ ਚੋਣਾਂ ਲੋਕਤੰਤਰੀ ਢੰਗ ਨਾਲ ਕਰਵਾਈਆਂ ਜਾਣ। ਸਾਲ 2007, 2012 ਅਤੇ 2017 ਵਿੱਚ ਹੋਈਆਂ ਚੋਣਾਂ ਦਾ ਹਵਾਲਾ ਦਿੰਦਿਆਂ ਆਗੂਆਂ ਨੇ ਕਿਹਾ ਕਿ ਹਰ ਵਾਰ ਵੋਟਰ ਸੂਚੀ ਵਿੱਚ ਕਈ ਖਾਮੀਆਂ ਰਹਿ ਜਾਂਦੀਆਂ ਹਨ, ਜਿਸ ਕਾਰਨ ਕਈ ਸਿੱਖ ਵੋਟ ਪਾਉਣ ਤੋਂ ਵਾਂਝੇ ਰਹਿ ਜਾਂਦੇ ਹਨ। — [1321, 77, 1502, 141]
story-body-intro — [758, 77, 939, 117]
paragraph: ਦਿੱਤੀਆਂ ਜਾਣਗੀਆਂ। ਇਸ ਮੌਕੇ ਸਰਕਾਰ ਨੇ ਕਿਹਾ ਕਿ ਵਿਕਾਸ ਕਾਰਜਾਂ ਵਿੱਚ ਕੋਈ ਕਮੀ ਨਹੀਂ ਆਉਣ ਦਿੱਤੀ ਜਾਵੇਗੀ। ਅਧਿਕਾਰੀਆਂ ਨੂੰ ਹਦਾਇਤ ਕੀਤੀ ਗਈ ਕਿ ਸਾਰੇ ਪ੍ਰੋਜੈਕਟ ਨਿਰਧਾਰਤ ਸਮੇਂ ਵਿੱਚ ਮੁਕੰਮਲ ਕੀਤੇ ਜਾਣ ਅਤੇ ਕੰਮ ਦੀ ਗੁਣਵੱਤਾ ਨਾਲ ਕੋਈ ਸਮਝੌਤਾ ਨਾ ਕੀਤਾ ਜਾਵੇ। — [758, 211, 939, 247]
list-item: ▶ ਮੈਂ ਸੁਰਜੀਤ ਕੌਰ ਪਤਨੀ ਸਵ. ਮੇਜਰ ਸਿੰਘ ਵਾਸੀ ਪਿੰਡ ਖਾਨਪੁਰ ਤਹਿਸੀਲ ਤੇ ਜ਼ਿਲ੍ਹਾ ਸੰਗਰੂਰ ਬਿਆਨ ਕਰਦੀ ਹਾਂ ਕਿ ਮੇਰਾ ਪੁੱਤਰ ਜੋ ਮੇਰਾ ਕਹਿਣਾ ਨਹੀਂ ਮੰਨਦਾ, ਉਸ ਨੂੰ ਸਾਰੀ ਚੱਲ ਅਚੱਲ ਜਾਇਦਾਦ ਤੋਂ ਬੇਦਖਲ ਕਰਦੀ ਹਾਂ। ਭਵਿੱਖ ਵਿੱਚ ਉਸ ਨਾਲ ਕੋਈ ਵੀ ਲੈਣ-ਦੇਣ ਕਰੇਗਾ ਉਹ ਖੁਦ ਜ਼ਿੰਮੇਵਾਰ ਹੋਵੇਗਾ। — [8, 195, 189, 241]
secondary-headline-sgpc: ਸ਼੍ਰੋਮਣੀ ਗੁਰਦੁਆਰਾ ਪ੍ਰਬੰਧਕ ਕਮੇਟੀ ਬੋਰਡ ਦੀਆਂ ਚੋਣਾਂ ਲਈ ਵੋਟਾਂ ਬਣਵਾਉਣ ਦਾ ਅੱਜ ਆਖਰੀ ਦਿਨ — [1139, 358, 1309, 406]
list-item: ▶ ਮੈਂ ਜਸਵਿੰਦਰ ਸਿੰਘ ਪੁੱਤਰ ਸਵ. ਜਗੀਰ ਸਿੰਘ ਵਾਸੀ ਪਿੰਡ ਚੱਕ ਸ਼ਰੀਫ ਤਹਿਸੀਲ ਤੇ ਜ਼ਿਲ੍ਹਾ ਅੰਮ੍ਰਿਤਸਰ ਬਿਆਨ ਕਰਦਾ ਹਾਂ ਕਿ ਮੇਰਾ ਲੜਕਾ ਤੇ ਉਸ ਦੀ ਪਤਨੀ ਮੇਰੇ ਕਹਿਣੇ ਵਿੱਚ ਨਹੀਂ ਹਨ। ਮੈਂ ਇਹਨਾਂ ਨੂੰ ਆਪਣੀ ਚੱਲ ਅਚੱਲ ਜਾਇਦਾਦ ਤੋਂ ਬੇਦਖਲ ਕਰਦਾ ਹਾਂ। — [195, 474, 377, 511]
story-body-kerala-landslide — [383, 575, 564, 634]
column-jump-continued — [570, 77, 752, 508]
story-headline-akali-dal: ਸ਼੍ਰੋਮਣੀ ਅਕਾਲੀ ਦਲ ਬਾਦਲ ... — [383, 641, 564, 657]
imprint-footer: Printer and Publisher Rishabdeep Singh on behalf of Pehredar Social Welfare Society Red. 230/2008-2009 Printed at: Impression Printing & Packaging (Ltd.) Plot No. 22 Phase-2 industrial Area Panchkula (Haryana) 134109 & Published From Pehredar 1731, Near Railway Phatak Tehsil road Jagraon (Ludhiana.) 142026 — [8, 1000, 1504, 1013]
paragraph: ਸੰਗਰੂਰ, 30 ਜੁਲਾਈ (ਹਰਜੀਤ ਸਿੰਘ ਮਾਨਕੋ) - ਪੰਜਾਬ ਸਰਕਾਰ ਵੱਲੋਂ 31 ਜੁਲਾਈ ਨੂੰ ਸ਼ਹੀਦ ਊਧਮ ਸਿੰਘ ਜੀ ਦੇ ਸ਼ਹੀਦੀ ਦਿਹਾੜੇ ਮੌਕੇ ਜ਼ਿਲ੍ਹਾ ਸੰਗਰੂਰ ਵਿੱਚ ਸਥਾਨਕ ਛੁੱਟੀ ਦਾ ਐਲਾਨ ਕੀਤਾ ਗਿਆ ਹੈ। ਡਿਪਟੀ ਕਮਿਸ਼ਨਰ ਸੰਗਰੂਰ ਵੱਲੋਂ ਜਾਰੀ ਹੁਕਮਾਂ ਅਨੁਸਾਰ ਨੈਗੋਸ਼ੀਏਬਲ ਇੰਸਟਰੂਮੈਂਟ ਐਕਟ 1881 ਦੀ ਧਾਰਾ 25 ਅਧੀਨ ਇਹ ਛੁੱਟੀ ਐਲਾਨੀ ਗਈ ਹੈ। ਇਸ ਦਿਨ ਜ਼ਿਲ੍ਹੇ ਦੇ ਸਾਰੇ ਸਰਕਾਰੀ ਦਫ਼ਤਰ, ਵਿਦਿਅਕ ਅਦਾਰੇ, ਸਰਕਾਰੀ ਤੇ ਪ੍ਰਾਈਵੇਟ ਵਿਦਿਅਕ ਸੰਸਥਾਵਾਂ ਬੰਦ ਰਹਿਣਗੀਆਂ। ਸ਼ਹੀਦ ਊਧਮ ਸਿੰਘ ਜੀ ਦੇ ਜੱਦੀ ਪਿੰਡ ਸੁਨਾਮ ਵਿਖੇ ਵਿਸ਼ੇਸ਼ ਸਮਾਗਮ ਕਰਵਾਏ ਜਾਣਗੇ ਜਿਨ੍ਹਾਂ ਵਿੱਚ ਸੂਬੇ ਦੇ ਮੰਤਰੀ ਤੇ ਹੋਰ ਪਤਵੰਤੇ ਸ਼ਾਮਲ ਹੋਣਗੇ। — [1321, 145, 1502, 228]
jump-heading-page1: ਸਫ਼ਾ 1 ਦੀ ਬਾਕੀ... — [383, 447, 564, 469]
column-classifieds — [8, 77, 189, 994]
story-headline-joint-forum: ਜੁਆਇੰਟ ਫੋਰਮ ਪੰਜਾਬ ... — [383, 110, 564, 126]
notice-signature: ਸਹਾਇਕ ਕਮਿਸ਼ਨਰ ਨਗਰ ਨਿਗਮ — [1426, 672, 1502, 679]
list-item: ▶ ਮੈਂ ਗੁਰਮੀਤ ਸਿੰਘ ਪੁੱਤਰ ਸ. ਹਰਬੰਸ ਸਿੰਘ ਵਾਸੀ ਮਕਾਨ ਨੰ. ਬੀ-1/234 ਗਲੀ ਨੰਬਰ 3 ਨਿਊ ਸ਼ਿਵਪੁਰੀ ਲੁਧਿਆਣਾ ਬਿਆਨ ਕਰਦਾ ਹਾਂ ਕਿ ਮੇਰਾ ਲੜਕਾ ਤੇ ਨੂੰਹ ਮੇਰੇ ਕਹਿਣੇ ਤੋਂ ਬਾਹਰ ਹਨ। ਮੈਂ ਇਹਨਾਂ ਨੂੰ ਆਪਣੀ ਚੱਲ ਅਚੱਲ ਜਾਇਦਾਦ ਵਿੱਚੋਂ ਬੇਦਖਲ ਕਰਦਾ ਹਾਂ। — [195, 246, 377, 283]
list-item: ▶ ਨੋਟਿਸ ਦਿੱਤਾ ਜਾਂਦਾ ਹੈ ਕਿ ਮਿਤੀ 23/06/2023 ਨੂੰ ਸਬੰਧਤ ਸੰਪਤੀ ਸਬੰਧੀ ਕੋਈ ਵੀ ਇਤਰਾਜ਼ ਹੋਵੇ ਤਾਂ 15 ਦਿਨਾਂ ਦੇ ਅੰਦਰ ਦਫ਼ਤਰ ਵਿੱਚ ਪੇਸ਼ ਕਰੇ, ਬਾਅਦ ਵਿੱਚ ਕੋਈ ਇਤਰਾਜ਼ ਨਹੀਂ ਸੁਣਿਆ ਜਾਵੇਗਾ। — [1321, 597, 1502, 624]
list-item: ▶ ਮੈਂ ਅਮਰਜੀਤ ਸਿੰਘ ਪੁੱਤਰ ਸ. ਹਰਨੇਕ ਸਿੰਘ ਵਾਸੀ ਪਿੰਡ ਧਰਮਕੋਟ ਤਹਿਸੀਲ ਤੇ ਜ਼ਿਲ੍ਹਾ ਮੋਗਾ ਬਿਆਨ ਕਰਦਾ ਹਾਂ ਕਿ ਮੇਰੀ ਲੜਕੀ ਮੇਰੇ ਕਹਿਣੇ ਤੋਂ ਬਾਹਰ ਹੈ। ਮੈਂ ਉਸ ਨੂੰ ਆਪਣੀ ਜਾਇਦਾਦ ਤੋਂ ਬੇਦਖਲ ਕਰਦਾ ਹਾਂ। — [8, 514, 189, 541]
jump-heading-page3: ਸਫ਼ਾ 3 ਦੀ ਬਾਕੀ... — [383, 77, 564, 99]
paragraph: ਚਿਤੜਵਾਲੀ ਕੋਲੋਂ ਜਾਂਦੇ ਸਮੇਂ ਕੁਝ ਨੌਜਵਾਨਾਂ ਵੱਲੋਂ ਗੰਭੀਰ ਘਟਨਾ ਨੂੰ ਅੰਜਾਮ ਦਿੱਤਾ ਗਿਆ ਸੀ। ਪੁਲਿਸ ਵੱਲੋਂ ਮੁਕੱਦਮਾ ਦਰਜ ਕਰਕੇ ਕਾਰਵਾਈ ਸ਼ੁਰੂ ਕੀਤੀ ਗਈ ਹੈ। ਦੋਸ਼ੀਆਂ ਦੀ ਪਛਾਣ ਕਰ ਲਈ ਗਈ ਹੈ ਅਤੇ ਛੇਤੀ ਹੀ ਉਹਨਾਂ ਨੂੰ ਗ੍ਰਿਫ਼ਤਾਰ ਕਰ ਲਿਆ ਜਾਵੇਗਾ। ਪੁਲਿਸ ਅਧਿਕਾਰੀਆਂ ਨੇ ਦੱਸਿਆ ਕਿ ਮਾਮਲੇ ਦੀ ਜਾਂਚ ਕੀਤੀ ਜਾ ਰਹੀ ਹੈ ਅਤੇ ਜਲਦ ਹੀ ਸਾਰੇ ਦੋਸ਼ੀਆਂ ਨੂੰ ਕਾਬੂ ਕੀਤਾ ਜਾਵੇਗਾ। ਇਲਾਕੇ ਦੇ ਲੋਕਾਂ ਵਿੱਚ ਇਸ ਘਟਨਾ ਨੂੰ ਲੈ ਕੇ ਭਾਰੀ ਰੋਸ ਪਾਇਆ ਜਾ ਰਿਹਾ ਹੈ। ਪ੍ਰਸ਼ਾਸਨ ਨੇ ਭਰੋਸਾ ਦਿੱਤਾ ਹੈ ਕਿ ਦੋਸ਼ੀਆਂ ਖਿਲਾਫ਼ ਸਖ਼ਤ ਕਾਰਵਾਈ ਕੀਤੀ ਜਾਵੇਗੀ। — [570, 145, 752, 218]
story-body-new-party — [1133, 601, 1314, 631]
list-item: ▶ ਮੈਂ ਰਾਣੀ ਦੇਵੀ ਪਤਨੀ ਸ਼੍ਰੀ ਸੋਹਣ ਲਾਲ ਵਾਸੀ ਵਾਰਡ ਨੰਬਰ 5 ਨਿਹਾਲਗੜ੍ਹ ਤਹਿਸੀਲ ਪੱਟੀ ਜ਼ਿਲ੍ਹਾ ਤਰਨਤਾਰਨ ਬਿਆਨ ਕਰਦੀ ਹਾਂ ਕਿ ਮੇਰਾ ਲੜਕਾ ਅਤੇ ਨੂੰਹ ਮੇਰੇ ਕਹਿਣੇ ਤੋਂ ਬਾਹਰ ਹਨ। ਮੈਂ ਉਹਨਾਂ ਨੂੰ ਆਪਣੀ ਚੱਲ ਅਚੱਲ ਜਾਇਦਾਦ ਤੋਂ ਬੇਦਖਲ ਕਰਦੀ ਹਾਂ। — [8, 154, 189, 191]
list-item: ▶ ਮੈਂ, Mysewak ਸਿੰਘ ਸਪੁੱਤਰ ਸ਼੍ਰੀ ਜਗਜੀਤ ਸਿੰਘ ਵਾਸੀ, ਮੇਰੇ ਸਾਰੇ ਦਸਤਾਵੇਜ਼ਾਂ ਵਿੱਚ ਮੇਰਾ ਪਤਾ 635. SILVERSTONE AVE WINNIPEG MANITOBA R3T-2Y6- ਬਦਲਦਾ ਹਾਂ ਅਤੇ ਸਾਰੇ ਵਿਭਾਗਾਂ ਨੂੰ ਸੂਚਿਤ ਕੀਤਾ ਜਾਂਦਾ ਹੈ। — [8, 854, 189, 891]
paragraph: ਚੰਡੀਗੜ੍ਹ, ਸੂਬੇ ਵਿੱਚ ਇੱਕ ਨਵੀਂ ਰਾਜਨੀਤਕ ਪਾਰਟੀ ਦੇ ਗਠਨ ਦਾ ਐਲਾਨ ਕੀਤਾ ਗਿਆ ਹੈ। ਆਗੂਆਂ ਨੇ ਕਿਹਾ ਕਿ ਪਾਰਟੀ ਪੰਜਾਬ ਦੇ ਹੱਕਾਂ, ਪਾਣੀਆਂ ਅਤੇ ਨੌਜਵਾਨਾਂ ਦੇ ਰੁਜ਼ਗਾਰ ਦੇ ਮੁੱਦੇ ਉਠਾਏਗੀ। — [1133, 600, 1314, 627]
paragraph: ਚੰਡੀਗੜ੍ਹ, ਜਿਸ ਦੀ ਸਾਰੀ ਜਿੰਮੇਵਾਰੀ ਪੰਜਾਬ ਸਰਕਾਰ ਅਤੇ ਬਿਜਲੀ ਵਿਭਾਗ ਦੀ ਹੋਵੇਗੀ। ਇਸ ਮੌਕੇ ਸੂਬਾ ਪ੍ਰਧਾਨ ਨੇ ਕਿਹਾ ਕਿ ਬਿਜਲੀ ਮੁਲਾਜ਼ਮਾਂ ਦੀਆਂ ਮੰਗਾਂ ਲੰਬੇ ਸਮੇਂ ਤੋਂ ਲਟਕ ਰਹੀਆਂ ਹਨ। ਜਥੇਬੰਦੀ ਨੇ ਐਲਾਨ ਕੀਤਾ ਕਿ ਜੇਕਰ ਮੰਗਾਂ ਨਾ ਮੰਨੀਆਂ ਗਈਆਂ ਤਾਂ ਸੰਘਰਸ਼ ਤਿੱਖਾ ਕੀਤਾ ਜਾਵੇਗਾ। ਇਸ ਮੌਕੇ ਸਰਵ ਸ਼੍ਰੀ ਬਲਵਿੰਦਰ ਸਿੰਘ, ਗੁਰਮੀਤ ਸਿੰਘ, ਜਸਵੰਤ ਸਿੰਘ, ਹਰਦੀਪ ਸਿੰਘ, ਮਨਜੀਤ ਸਿੰਘ, ਕੁਲਵੰਤ ਸਿੰਘ, ਮਾਨ, ਕਰਨੈਲ ਸਿੰਘ, ਸੁਖਦੇਵ ਸਿੰਘ, ਅਮਰੀਕ ਸਿੰਘ ਆਦਿ ਹਾਜ਼ਰ ਸਨ। — [383, 130, 564, 194]
story-body-ed-court — [758, 438, 939, 488]
section-heading-gumshudgi: ਗੁੰਮਸ਼ੁਦਗੀ — [1321, 463, 1502, 480]
paragraph: ਨਵੀਂ ਦਿੱਲੀ, ਅਦਾਲਤ ਨੇ ਮਾਮਲੇ ਦੀ ਸੁਣਵਾਈ ਕਰਦਿਆਂ ਅਗਲੀ ਤਰੀਕ ਮੁਕੱਰਰ ਕੀਤੀ ਹੈ। ਜਾਂਚ ਏਜੰਸੀ ਨੇ ਅਦਾਲਤ ਨੂੰ ਦੱਸਿਆ ਕਿ ਮਾਮਲੇ ਵਿੱਚ ਹੋਰ ਤੱਥ ਸਾਹਮਣੇ ਆਏ ਹਨ ਜਿਨ੍ਹਾਂ ਦੀ ਜਾਂਚ ਜਾਰੀ ਹੈ। ਬਚਾਅ ਪੱਖ ਦੇ ਵਕੀਲ ਨੇ ਜ਼ਮਾਨਤ ਦੀ ਅਰਜ਼ੀ ਦਾਖਲ ਕੀਤੀ ਜਿਸ ਉੱਤੇ ਅਗਲੀ ਸੁਣਵਾਈ ਮੌਕੇ ਫੈਸਲਾ ਸੁਣਾਇਆ ਜਾਵੇਗਾ। — [758, 438, 939, 484]
lead-story-box — [1133, 77, 1314, 501]
list-item: ▶ ਮੈਂ ਕਰਮਜੀਤ ਕੌਰ ਪਤਨੀ ਸ. ਦਲਜੀਤ ਸਿੰਘ ਵਾਸੀ ਪਿੰਡ ਬੁੱਘੀਪੁਰਾ ਤਹਿਸੀਲ ਨਿਹਾਲ ਸਿੰਘ ਵਾਲਾ ਜ਼ਿਲ੍ਹਾ ਮੋਗਾ ਬਿਆਨ ਕਰਦੀ ਹਾਂ ਕਿ ਮੇਰਾ ਲੜਕਾ ਮੇਰੇ ਕਹਿਣੇ ਤੋਂ ਬਾਹਰ ਹੈ। ਮੈਂ ਉਸ ਨੂੰ ਚੱਲ ਅਚੱਲ ਜਾਇਦਾਦ ਤੋਂ ਬੇਦਖਲ ਕਰਦੀ ਹਾਂ। — [195, 546, 377, 583]
paragraph: ਚੰਡੀਗੜ੍ਹ, ਸ਼੍ਰੋਮਣੀ ਅਕਾਲੀ ਦਲ ਦੇ ਆਗੂਆਂ ਨੇ ਪਾਰਟੀ ਦੀ ਮੌਜੂਦਾ ਸਥਿਤੀ ਬਾਰੇ ਵਿਚਾਰ-ਵਟਾਂਦਰਾ ਕੀਤਾ। ਬੈਠਕ ਵਿੱਚ ਪਾਰਟੀ ਨੂੰ ਮਜ਼ਬੂਤ ਕਰਨ ਲਈ ਕਈ ਅਹਿਮ ਫੈਸਲੇ ਲਏ ਗਏ। ਆਗੂਆਂ ਨੇ ਕਿਹਾ ਕਿ ਪਾਰਟੀ ਪੰਥਕ ਮੁੱਦਿਆਂ 'ਤੇ ਲਗਾਤਾਰ ਪਹਿਰਾ ਦਿੰਦੀ ਰਹੇਗੀ ਅਤੇ ਪੰਜਾਬ ਦੇ ਹੱਕਾਂ ਦੀ ਰਾਖੀ ਲਈ ਸੰਘਰਸ਼ ਜਾਰੀ ਰੱਖੇਗੀ। — [570, 331, 752, 377]
list-item: ▶ ਮੈਂ ਜਗਤਾਰ ਸਿੰਘ ਪੁੱਤਰ ਸ. ਕਰਤਾਰ ਸਿੰਘ ਵਾਸੀ ਮਕਾਨ ਨੰ. 618, ਗਲੀ ਨੰ. 10, ਮੁਹੱਲਾ ਸ਼ਾਮ ਨਗਰ, ਪਟਿਆਲਾ ਬਿਆਨ ਕਰਦਾ ਹਾਂ ਕਿ ਮੇਰਾ ਲੜਕਾ ਮੇਰੇ ਕਹਿਣੇ ਤੋਂ ਬਾਹਰ ਹੈ। ਮੈਂ ਉਸ ਨੂੰ ਬੇਦਖਲ ਕਰਦਾ ਹਾਂ। — [8, 546, 189, 574]
paragraph: ਨਵੀਂ ਦਿੱਲੀ, ਸੰਸਦ ਵਿੱਚ ਬਹਿਸ ਦੌਰਾਨ ਵਿਰੋਧੀ ਧਿਰ ਅਤੇ ਸੱਤਾਧਾਰੀ ਧਿਰ ਵਿਚਾਲੇ ਤਿੱਖੀ ਨੋਕ-ਝੋਕ ਹੋਈ। ਸਰਕਾਰ ਨੇ ਕਿਹਾ ਕਿ ਪਿਛਲੀ ਸਰਕਾਰ ਦੇ ਸਮੇਂ ਮਹਿੰਗਾਈ ਦਰ ਸਭ ਤੋਂ ਵੱਧ ਸੀ ਅਤੇ ਭ੍ਰਿਸ਼ਟਾਚਾਰ ਦੇ ਮਾਮਲੇ ਵੀ ਸਾਹਮਣੇ ਆਏ ਸਨ। ਵਿਰੋਧੀ ਧਿਰ ਨੇ ਇਸ ਦਾ ਜਵਾਬ ਦਿੰਦਿਆਂ ਕਿਹਾ ਕਿ ਮੌਜੂਦਾ ਸਮੇਂ ਬੇਰੁਜ਼ਗਾਰੀ ਅਤੇ ਮਹਿੰਗਾਈ ਨੇ ਆਮ ਲੋਕਾਂ ਦਾ ਜੀਣਾ ਮੁਸ਼ਕਲ ਕਰ ਦਿੱਤਾ ਹੈ। — [758, 277, 939, 323]
list-item: ▶ ਮੈਂ ਬਲਵੰਤ ਸਿੰਘ ਪੁੱਤਰ ਲਾਲ ਸਿੰਘ ਵਾਸੀ ਮਕਾਨ ਨੰ. 476 ਦਾਦਾ ਚੌਹਾਨ ਕਲੋਨੀ ਰਾਜਪੁਰਾ ਰੋਡ, ਰਾਜਪੁਰਾ (ਪਟਿਆਲਾ) ਬਿਆਨ ਕਰਦਾ ਹਾਂ ਕਿ ਮੇਰਾ ਲੜਕਾ ਰਣਜੀਤ ਸਿੰਘ ਜੋ ਮੇਰੇ ਕਹਿਣੇ ਤੋਂ ਬਾਹਰ ਹੈ ਮੈਂ ਉਸ ਨੂੰ ਆਪਣੀ ਚੱਲ ਅਚੱਲ ਜਾਇਦਾਦ ਤੋਂ ਬੇਦਖਲ ਕਰਦਾ ਹਾਂ। ਉਸ ਨਾਲ ਕੋਈ ਵੀ ਲੈਣ ਦੇਣ ਕਰੇਗਾ ਤਾਂ ਉਹ ਖੁਦ ਜ਼ਿੰਮੇਵਾਰ ਹੋਵੇਗਾ। — [8, 103, 189, 150]
story-headline-manu-bhaker: ਮਨੂ ਭਾਕਰ ਤੇ ਸਰਬਜੋਤ ... — [383, 480, 564, 496]
list-item: ▶ ਮੈਂ ਬਲਕਾਰ ਸਿੰਘ ਪੁੱਤਰ ਸ. ਚੰਨਣ ਸਿੰਘ ਵਾਸੀ ਪਿੰਡ ਸਮਰਾਲਾ ਤਹਿਸੀਲ ਸਮਰਾਲਾ ਜ਼ਿਲ੍ਹਾ ਲੁਧਿਆਣਾ ਬਿਆਨ ਕਰਦਾ ਹਾਂ ਕਿ ਮੇਰਾ ਲੜਕਾ ਮੇਰੇ ਕਹਿਣੇ ਤੋਂ ਬਾਹਰ ਹੈ। ਉਸ ਨੂੰ ਬੇਦਖਲ ਕਰਦਾ ਹਾਂ। — [195, 359, 377, 387]
masthead-tagline: A Leading Punjabi Daily — [228, 13, 331, 23]
list-item: ▶ ਮੈਂ ਸੁਖਦੇਵ ਸਿੰਘ ਪੁੱਤਰ ਸ. ਮੋਹਨ ਸਿੰਘ ਵਾਸੀ ਪਿੰਡ ਰਾਮਪੁਰ ਤਹਿਸੀਲ ਤੇ ਜ਼ਿਲ੍ਹਾ ਲੁਧਿਆਣਾ ਬਿਆਨ ਕਰਦਾ ਹਾਂ ਕਿ ਮੇਰਾ ਲੜਕਾ ਅਤੇ ਨੂੰਹ ਮੇਰੇ ਕਹਿਣੇ ਤੋਂ ਬਾਹਰ ਹਨ। ਮੈਂ ਉਹਨਾਂ ਨੂੰ ਆਪਣੀ ਸਾਰੀ ਚੱਲ ਅਚੱਲ ਜਾਇਦਾਦ ਤੋਂ ਬੇਦਖਲ ਕਰਦਾ ਹਾਂ। — [8, 473, 189, 510]
paragraph: ਸ੍ਰੀ ਅਨੰਦਪੁਰ ਸਾਹਿਬ, 2012 ਅਤੇ 2017 ਦੀਆਂ ਵਿਧਾਨ ਸਭਾ ਚੋਣਾਂ ਦੇ ਹਵਾਲੇ ਦਿੰਦਿਆਂ ਆਗੂ ਨੇ ਕਿਹਾ ਕਿ ਪਾਰਟੀ ਨੇ ਹਮੇਸ਼ਾ ਪੰਜਾਬ ਅਤੇ ਪੰਥ ਦੇ ਹਿੱਤਾਂ ਦੀ ਰਾਖੀ ਕੀਤੀ ਹੈ। ਉਹਨਾਂ ਕਿਹਾ ਕਿ ਵਰਕਰਾਂ ਦੀ ਮਿਹਨਤ ਸਦਕਾ ਹੀ ਪਾਰਟੀ ਮੁੜ ਮਜ਼ਬੂਤ ਹੋਵੇਗੀ। — [758, 514, 939, 550]
paragraph: ਚਿਤੜਵਾਲੀ ਕੋਲੋਂ ਜਾਂਦੇ ਸਮੇਂ ਕੁਝ ਨੌਜਵਾਨਾਂ ਵੱਲੋਂ ਗੰਭੀਰ ਘਟਨਾ ਨੂੰ ਅੰਜਾਮ ਦਿੱਤਾ ਗਿਆ ਸੀ। ਪੁਲਿਸ ਵੱਲੋਂ ਮੁਕੱਦਮਾ ਦਰਜ ਕਰਕੇ ਕਾਰਵਾਈ ਸ਼ੁਰੂ ਕੀਤੀ ਗਈ ਹੈ। ਦੋਸ਼ੀਆਂ ਦੀ ਪਛਾਣ ਕਰ ਲਈ ਗਈ ਹੈ ਅਤੇ ਛੇਤੀ ਹੀ ਉਹਨਾਂ ਨੂੰ ਗ੍ਰਿਫ਼ਤਾਰ ਕਰ ਲਿਆ ਜਾਵੇਗਾ। ਪੁਲਿਸ ਅਧਿਕਾਰੀਆਂ ਨੇ ਦੱਸਿਆ ਕਿ ਮਾਮਲੇ ਦੀ ਜਾਂਚ ਕੀਤੀ ਜਾ ਰਹੀ ਹੈ ਅਤੇ ਜਲਦ ਹੀ ਸਾਰੇ ਦੋਸ਼ੀਆਂ ਨੂੰ ਕਾਬੂ ਕੀਤਾ ਜਾਵੇਗਾ। ਇਲਾਕੇ ਦੇ ਲੋਕਾਂ ਵਿੱਚ ਇਸ ਘਟਨਾ ਨੂੰ ਲੈ ਕੇ ਭਾਰੀ ਰੋਸ ਪਾਇਆ ਜਾ ਰਿਹਾ ਹੈ। ਪ੍ਰਸ਼ਾਸਨ ਨੇ ਭਰੋਸਾ ਦਿੱਤਾ ਹੈ ਕਿ ਦੋਸ਼ੀਆਂ ਖਿਲਾਫ਼ ਸਖ਼ਤ ਕਾਰਵਾਈ ਕੀਤੀ ਜਾਵੇਗੀ। — [383, 370, 564, 443]
story-headline-upa-mehangai: ਯੂ ਪੀ ਏ ਸਰਕਾਰ 'ਚ ਮਹਿੰਗਾਈ,... — [758, 259, 939, 274]
list-item: ▶ ਮੈਂ ਜਸਵਿੰਦਰ ਸਿੰਘ ਪੁੱਤਰ ਸਵ. ਜਗੀਰ ਸਿੰਘ ਵਾਸੀ ਪਿੰਡ ਚੱਕ ਸ਼ਰੀਫ ਤਹਿਸੀਲ ਤੇ ਜ਼ਿਲ੍ਹਾ ਅੰਮ੍ਰਿਤਸਰ ਬਿਆਨ ਕਰਦਾ ਹਾਂ ਕਿ ਮੇਰਾ ਲੜਕਾ ਤੇ ਉਸ ਦੀ ਪਤਨੀ ਮੇਰੇ ਕਹਿਣੇ ਵਿੱਚ ਨਹੀਂ ਹਨ। ਮੈਂ ਇਹਨਾਂ ਨੂੰ ਆਪਣੀ ਚੱਲ ਅਚੱਲ ਜਾਇਦਾਦ ਤੋਂ ਬੇਦਖਲ ਕਰਦਾ ਹਾਂ। — [8, 368, 189, 405]
list-item: ▶ ਮੈਂ ਪਰਮਜੀਤ ਕੌਰ ਪਤਨੀ ਸ. ਬਲਦੇਵ ਸਿੰਘ ਵਾਸੀ ਪਿੰਡ ਸੇਖਵਾਂ ਤਹਿਸੀਲ ਬਟਾਲਾ ਜ਼ਿਲ੍ਹਾ ਗੁਰਦਾਸਪੁਰ ਬਿਆਨ ਕਰਦੀ ਹਾਂ ਕਿ ਮੇਰਾ ਪੁੱਤਰ ਤੇ ਨੂੰਹ ਮੇਰੇ ਕਹਿਣੇ ਤੋਂ ਬਾਹਰ ਹਨ। ਮੈਂ ਇਹਨਾਂ ਨੂੰ ਬੇਦਖਲ ਕਰਦੀ ਹਾਂ। — [8, 441, 189, 469]
story-headline-6-nihang: 6 ਨਿਹੰਗਾਂ ਵੱਲੋਂ ... — [383, 204, 564, 220]
list-item: ▶ ਮੈਂ ਗੁਰਚਰਨ ਕੌਰ ਪਤਨੀ ਸ. ਨਿਰੰਜਣ ਸਿੰਘ ਵਾਸੀ ਪਿੰਡ ਭਿੱਖੀਵਿੰਡ ਤਹਿਸੀਲ ਪੱਟੀ ਜ਼ਿਲ੍ਹਾ ਤਰਨਤਾਰਨ ਬਿਆਨ ਕਰਦੀ ਹਾਂ ਕਿ ਮੇਰਾ ਪੁੱਤਰ ਤੇ ਨੂੰਹ ਮੇਰੇ ਕਹਿਣੇ ਤੋਂ ਬਾਹਰ ਹਨ, ਇਹਨਾਂ ਨੂੰ ਚੱਲ ਅਚੱਲ ਜਾਇਦਾਦ ਤੋਂ ਬੇਦਖਲ ਕਰਦੀ ਹਾਂ। — [8, 578, 189, 615]
story-headline-new-party: ਨਵੀਂ ਰਾਜਨੀਤਕ ਪਾਰਟੀ ਦਾ ... — [1133, 581, 1314, 597]
list-item: ▶ ਮੈਂ ਪਰਮਜੀਤ ਕੌਰ ਪਤਨੀ ਸ. ਬਲਦੇਵ ਸਿੰਘ ਵਾਸੀ ਪਿੰਡ ਸੇਖਵਾਂ ਤਹਿਸੀਲ ਬਟਾਲਾ ਜ਼ਿਲ੍ਹਾ ਗੁਰਦਾਸਪੁਰ ਬਿਆਨ ਕਰਦੀ ਹਾਂ ਕਿ ਮੇਰਾ ਪੁੱਤਰ ਤੇ ਨੂੰਹ ਮੇਰੇ ਕਹਿਣੇ ਤੋਂ ਬਾਹਰ ਹਨ। ਮੈਂ ਇਹਨਾਂ ਨੂੰ ਬੇਦਖਲ ਕਰਦੀ ਹਾਂ। — [195, 651, 377, 679]
paragraph: ਨੇ ਕਿਹਾ ਕਿ ਗੁਰਬਾਣੀ ਦੇ ਪ੍ਰਚਾਰ-ਪ੍ਰਸਾਰ ਲਈ ਹਰ ਸੰਭਵ ਯਤਨ ਕੀਤੇ ਜਾ ਰਹੇ ਹਨ। ਸਿੱਖ ਸੰਗਤਾਂ ਨੂੰ ਅਪੀਲ ਕੀਤੀ ਗਈ ਕਿ ਉਹ ਗੁਰਬਾਣੀ ਨਾਲ ਜੁੜਨ ਅਤੇ ਨੌਜਵਾਨ ਪੀੜ੍ਹੀ ਨੂੰ ਸਿੱਖ ਇਤਿਹਾਸ ਤੋਂ ਜਾਣੂ ਕਰਵਾਉਣ। ਉਹਨਾਂ ਕਿਹਾ ਕਿ ਅੱਜ ਦੇ ਸਮੇਂ ਵਿੱਚ ਧਾਰਮਿਕ ਕਦਰਾਂ-ਕੀਮਤਾਂ ਨੂੰ ਸਾਂਭਣ ਦੀ ਲੋੜ ਹੈ। ਇਸ ਮੌਕੇ ਵੱਡੀ ਗਿਣਤੀ ਵਿੱਚ ਸੰਗਤਾਂ ਹਾਜ਼ਰ ਸਨ ਅਤੇ ਗੁਰੂ ਘਰ ਦੀਆਂ ਖੁਸ਼ੀਆਂ ਪ੍ਰਾਪਤ ਕੀਤੀਆਂ। ਅੰਤ ਵਿੱਚ ਅਰਦਾਸ ਉਪਰੰਤ ਗੁਰੂ ਕਾ ਲੰਗਰ ਅਤੁੱਟ ਵਰਤਾਇਆ ਗਿਆ। — [945, 384, 1127, 448]
paragraph: ਵਾਇਨਾਡ, ਕੇਰਲ ਦੇ ਵਾਇਨਾਡ ਜ਼ਿਲ੍ਹੇ ਵਿੱਚ ਭਾਰੀ ਮੀਂਹ ਕਾਰਨ ਹੋਏ ਜ਼ਮੀਨ ਖਿਸਕਣ ਦੇ ਹਾਦਸਿਆਂ ਵਿੱਚ ਮਰਨ ਵਾਲਿਆਂ ਦੀ ਗਿਣਤੀ ਲਗਾਤਾਰ ਵਧ ਰਹੀ ਹੈ। ਰਾਹਤ ਤੇ ਬਚਾਅ ਕਾਰਜਾਂ ਵਿੱਚ ਫੌਜ, ਐਨ.ਡੀ.ਆਰ.ਐਫ. ਅਤੇ ਸਥਾਨਕ ਪ੍ਰਸ਼ਾਸਨ ਦੀਆਂ ਟੀਮਾਂ ਲੱਗੀਆਂ ਹੋਈਆਂ ਹਨ। ਕਈ ਲੋਕ ਅਜੇ ਵੀ ਮਲਬੇ ਹੇਠ ਦੱਬੇ ਹੋਣ ਦਾ ਖਦਸ਼ਾ ਹੈ। ਮੁੱਖ ਮੰਤਰੀ ਨੇ ਮ੍ਰਿਤਕਾਂ ਦੇ ਪਰਿਵਾਰਾਂ ਲਈ ਮੁਆਵਜ਼ੇ ਦਾ ਐਲਾਨ ਕੀਤਾ ਹੈ। — [383, 575, 564, 631]
paragraph: ਦਿੱਤੀਆਂ ਜਾਣਗੀਆਂ। ਇਸ ਮੌਕੇ ਸਰਕਾਰ ਨੇ ਕਿਹਾ ਕਿ ਵਿਕਾਸ ਕਾਰਜਾਂ ਵਿੱਚ ਕੋਈ ਕਮੀ ਨਹੀਂ ਆਉਣ ਦਿੱਤੀ ਜਾਵੇਗੀ। ਅਧਿਕਾਰੀਆਂ ਨੂੰ ਹਦਾਇਤ ਕੀਤੀ ਗਈ ਕਿ ਸਾਰੇ ਪ੍ਰੋਜੈਕਟ ਨਿਰਧਾਰਤ ਸਮੇਂ ਵਿੱਚ ਮੁਕੰਮਲ ਕੀਤੇ ਜਾਣ ਅਤੇ ਕੰਮ ਦੀ ਗੁਣਵੱਤਾ ਨਾਲ ਕੋਈ ਸਮਝੌਤਾ ਨਾ ਕੀਤਾ ਜਾਵੇ। — [758, 77, 939, 113]
story-body-akali-dal — [383, 660, 564, 710]
list-item: ▶ ਮੈਂ ਦਰਸ਼ਨ ਸਿੰਘ ਪੁੱਤਰ ਸ. ਸਾਧੂ ਸਿੰਘ ਵਾਸੀ ਮਕਾਨ ਨੰ. 4601/2 ਸਟਰੀਟ ਨੰਬਰ 6 ਬਸਤੀ ਜੋਧੇਵਾਲ ਲੁਧਿਆਣਾ ਬਿਆਨ ਕਰਦਾ ਹਾਂ ਕਿ ਮੇਰਾ ਲੜਕਾ ਮੇਰੇ ਕਹਿਣੇ ਤੋਂ ਬਾਹਰ ਹੈ। ਮੈਂ ਉਸ ਨੂੰ ਬੇਦਖਲ ਕਰਦਾ ਹਾਂ। — [195, 515, 377, 542]
story-headline-ed-court: ਈ ਡੀ ਦੀ ਅਦਾਲਤ ਨੇ ... — [758, 419, 939, 434]
section-heading-bedakhli: ਬੇਦਖਲੀ — [8, 82, 189, 99]
story-body-bijli — [758, 354, 939, 413]
paragraph: ਦਿੱਤੀਆਂ ਜਾਣਗੀਆਂ। ਇਸ ਮੌਕੇ ਸਰਕਾਰ ਨੇ ਕਿਹਾ ਕਿ ਵਿਕਾਸ ਕਾਰਜਾਂ ਵਿੱਚ ਕੋਈ ਕਮੀ ਨਹੀਂ ਆਉਣ ਦਿੱਤੀ ਜਾਵੇਗੀ। ਅਧਿਕਾਰੀਆਂ ਨੂੰ ਹਦਾਇਤ ਕੀਤੀ ਗਈ ਕਿ ਸਾਰੇ ਪ੍ਰੋਜੈਕਟ ਨਿਰਧਾਰਤ ਸਮੇਂ ਵਿੱਚ ਮੁਕੰਮਲ ਕੀਤੇ ਜਾਣ ਅਤੇ ਕੰਮ ਦੀ ਗੁਣਵੱਤਾ ਨਾਲ ਕੋਈ ਸਮਝੌਤਾ ਨਾ ਕੀਤਾ ਜਾਵੇ। — [945, 254, 1127, 290]
list-item: ▶ ਮੈਂ ਬਲਵਿੰਦਰ ਕੌਰ ਪਤਨੀ ਸ. ਜਰਨੈਲ ਸਿੰਘ ਵਾਸੀ ਪਿੰਡ ਕੋਟਲਾ ਤਹਿਸੀਲ ਤੇ ਜ਼ਿਲ੍ਹਾ ਹੁਸ਼ਿਆਰਪੁਰ ਬਿਆਨ ਕਰਦੀ ਹਾਂ ਕਿ ਮੇਰਾ ਲੜਕਾ ਮੇਰੇ ਕਹਿਣੇ ਤੋਂ ਬਾਹਰ ਹੈ, ਮੈਂ ਉਸ ਨੂੰ ਆਪਣੀ ਚੱਲ ਅਚੱਲ ਜਾਇਦਾਦ ਤੋਂ ਬੇਦਖਲ ਕਰਦੀ ਹਾਂ। — [8, 650, 189, 687]
column-news-6 — [945, 77, 1127, 502]
column-classifieds-right — [1321, 77, 1502, 679]
bedakhli-list-continued — [195, 77, 377, 774]
page-columns — [8, 77, 1504, 994]
lead-headline: ਸ਼ਹੀਦ ਊਧਮ ਸਿੰਘ ਜੀ ਦੇ ਸ਼ਹੀਦੀ ਦਿਹਾੜੇ ਮੌਕੇ 31 ਜੁਲਾਈ ਨੂੰ ਜ਼ਿਲ੍ਹਾ ਸੰਗਰੂਰ 'ਚ ਛੁੱਟੀ ਦਾ ਐਲਾਨ — [1139, 87, 1309, 158]
jantak-notice-list — [1321, 597, 1502, 668]
paragraph: ਚੰਡੀਗੜ੍ਹ, ਜਿਸ ਦੀ ਸਾਰੀ ਜਿੰਮੇਵਾਰੀ ਪੰਜਾਬ ਸਰਕਾਰ ਅਤੇ ਬਿਜਲੀ ਵਿਭਾਗ ਦੀ ਹੋਵੇਗੀ। ਇਸ ਮੌਕੇ ਸੂਬਾ ਪ੍ਰਧਾਨ ਨੇ ਕਿਹਾ ਕਿ ਬਿਜਲੀ ਮੁਲਾਜ਼ਮਾਂ ਦੀਆਂ ਮੰਗਾਂ ਲੰਬੇ ਸਮੇਂ ਤੋਂ ਲਟਕ ਰਹੀਆਂ ਹਨ। ਜਥੇਬੰਦੀ ਨੇ ਐਲਾਨ ਕੀਤਾ ਕਿ ਜੇਕਰ ਮੰਗਾਂ ਨਾ ਮੰਨੀਆਂ ਗਈਆਂ ਤਾਂ ਸੰਘਰਸ਼ ਤਿੱਖਾ ਕੀਤਾ ਜਾਵੇਗਾ। ਇਸ ਮੌਕੇ ਸਰਵ ਸ਼੍ਰੀ ਬਲਵਿੰਦਰ ਸਿੰਘ, ਗੁਰਮੀਤ ਸਿੰਘ, ਜਸਵੰਤ ਸਿੰਘ, ਹਰਦੀਪ ਸਿੰਘ, ਮਨਜੀਤ ਸਿੰਘ, ਕੁਲਵੰਤ ਸਿੰਘ, ਮਾਨ, ਕਰਨੈਲ ਸਿੰਘ, ਸੁਖਦੇਵ ਸਿੰਘ, ਅਮਰੀਕ ਸਿੰਘ ਆਦਿ ਹਾਜ਼ਰ ਸਨ। — [570, 77, 752, 141]
masthead — [8, 6, 1504, 73]
paragraph: ਨੇ ਕਿਹਾ ਕਿ ਗੁਰਬਾਣੀ ਦੇ ਪ੍ਰਚਾਰ-ਪ੍ਰਸਾਰ ਲਈ ਹਰ ਸੰਭਵ ਯਤਨ ਕੀਤੇ ਜਾ ਰਹੇ ਹਨ। ਸਿੱਖ ਸੰਗਤਾਂ ਨੂੰ ਅਪੀਲ ਕੀਤੀ ਗਈ ਕਿ ਉਹ ਗੁਰਬਾਣੀ ਨਾਲ ਜੁੜਨ ਅਤੇ ਨੌਜਵਾਨ ਪੀੜ੍ਹੀ ਨੂੰ ਸਿੱਖ ਇਤਿਹਾਸ ਤੋਂ ਜਾਣੂ ਕਰਵਾਉਣ। ਉਹਨਾਂ ਕਿਹਾ ਕਿ ਅੱਜ ਦੇ ਸਮੇਂ ਵਿੱਚ ਧਾਰਮਿਕ ਕਦਰਾਂ-ਕੀਮਤਾਂ ਨੂੰ ਸਾਂਭਣ ਦੀ ਲੋੜ ਹੈ। ਇਸ ਮੌਕੇ ਵੱਡੀ ਗਿਣਤੀ ਵਿੱਚ ਸੰਗਤਾਂ ਹਾਜ਼ਰ ਸਨ ਅਤੇ ਗੁਰੂ ਘਰ ਦੀਆਂ ਖੁਸ਼ੀਆਂ ਪ੍ਰਾਪਤ ਕੀਤੀਆਂ। ਅੰਤ ਵਿੱਚ ਅਰਦਾਸ ਉਪਰੰਤ ਗੁਰੂ ਕਾ ਲੰਗਰ ਅਤੁੱਟ ਵਰਤਾਇਆ ਗਿਆ। — [945, 77, 1127, 141]
list-item: ▶ ਮੁੱਲ ਅਤੇ ਅਦਾਇਗੀ ਸਬੰਧੀ ਸਾਰੇ ਸੱਜਣ ਨੋਟ ਕਰਨ। — [1321, 628, 1502, 638]
paragraph: ਪਟਿਆਲਾ, ਪਿੰਡਾਂ ਵਿੱਚ ਬਿਜਲੀ ਦੀ ਸਪਲਾਈ ਨਾ ਮਿਲਣ ਕਾਰਨ ਕਿਸਾਨਾਂ ਨੂੰ ਭਾਰੀ ਪ੍ਰੇਸ਼ਾਨੀ ਦਾ ਸਾਹਮਣਾ ਕਰਨਾ ਪੈ ਰਿਹਾ ਹੈ। ਝੋਨੇ ਦੇ ਸੀਜ਼ਨ ਦੌਰਾਨ ਬਿਜਲੀ ਦੀ ਮੰਗ ਵਧ ਗਈ ਹੈ ਪਰ ਸਪਲਾਈ ਪੂਰੀ ਨਹੀਂ ਹੋ ਰਹੀ। ਕਿਸਾਨਾਂ ਨੇ ਬਿਜਲੀ ਬੋਰਡ ਦੇ ਦਫ਼ਤਰ ਅੱਗੇ ਰੋਸ ਪ੍ਰਦਰਸ਼ਨ ਕੀਤਾ ਅਤੇ ਅਧਿਕਾਰੀਆਂ ਖਿਲਾਫ਼ ਨਾਅਰੇਬਾਜ਼ੀ ਕੀਤੀ। ਉਹਨਾਂ ਚਿਤਾਵਨੀ ਦਿੱਤੀ ਕਿ ਜੇਕਰ ਜਲਦ ਹੱਲ ਨਾ ਹੋਇਆ ਤਾਂ ਸੰਘਰਸ਼ ਤੇਜ਼ ਕੀਤਾ ਜਾਵੇਗਾ। — [758, 353, 939, 408]
list-item: ▶ ਮੈਂ ਬਲਵੰਤ ਸਿੰਘ ਪੁੱਤਰ ਲਾਲ ਸਿੰਘ ਵਾਸੀ ਮਕਾਨ ਨੰ. 476 ਦਾਦਾ ਚੌਹਾਨ ਕਲੋਨੀ ਰਾਜਪੁਰਾ ਰੋਡ, ਰਾਜਪੁਰਾ (ਪਟਿਆਲਾ) ਬਿਆਨ ਕਰਦਾ ਹਾਂ ਕਿ ਮੇਰਾ ਲੜਕਾ ਰਣਜੀਤ ਸਿੰਘ ਜੋ ਮੇਰੇ ਕਹਿਣੇ ਤੋਂ ਬਾਹਰ ਹੈ ਮੈਂ ਉਸ ਨੂੰ ਆਪਣੀ ਚੱਲ ਅਚੱਲ ਜਾਇਦਾਦ ਤੋਂ ਬੇਦਖਲ ਕਰਦਾ ਹਾਂ। ਉਸ ਨਾਲ ਕੋਈ ਵੀ ਲੈਣ ਦੇਣ ਕਰੇਗਾ ਤਾਂ ਉਹ ਖੁਦ ਜ਼ਿੰਮੇਵਾਰ ਹੋਵੇਗਾ। — [195, 724, 377, 770]
paragraph: ਇਸ ਮੌਕੇ ਸਿੱਖ ਜਥੇਬੰਦੀਆਂ ਦੇ ਆਗੂਆਂ ਨੇ ਵੀ ਸੰਗਤਾਂ ਨੂੰ ਅਪੀਲ ਕੀਤੀ ਕਿ ਉਹ ਆਪਣੀਆਂ ਵੋਟਾਂ ਜਰੂਰ ਬਣਵਾਉਣ। ਉਹਨਾਂ ਕਿਹਾ ਕਿ ਗੁਰਦੁਆਰਾ ਚੋਣਾਂ ਲੰਬੇ ਸਮੇਂ ਤੋਂ ਲਟਕ ਰਹੀਆਂ ਹਨ ਅਤੇ ਹੁਣ ਸਮਾਂ ਆ ਗਿਆ ਹੈ ਕਿ ਪੰਥ ਦੀ ਸਰਬ-ਉੱਚ ਸੰਸਥਾ ਦੀਆਂ ਚੋਣਾਂ ਲੋਕਤੰਤਰੀ ਢੰਗ ਨਾਲ ਕਰਵਾਈਆਂ ਜਾਣ। ਸਾਲ 2007, 2012 ਅਤੇ 2017 ਵਿੱਚ ਹੋਈਆਂ ਚੋਣਾਂ ਦਾ ਹਵਾਲਾ ਦਿੰਦਿਆਂ ਆਗੂਆਂ ਨੇ ਕਿਹਾ ਕਿ ਹਰ ਵਾਰ ਵੋਟਰ ਸੂਚੀ ਵਿੱਚ ਕਈ ਖਾਮੀਆਂ ਰਹਿ ਜਾਂਦੀਆਂ ਹਨ, ਜਿਸ ਕਾਰਨ ਕਈ ਸਿੱਖ ਵੋਟ ਪਾਉਣ ਤੋਂ ਵਾਂਝੇ ਰਹਿ ਜਾਂਦੇ ਹਨ। — [1133, 506, 1314, 570]
column-lead-7 — [1133, 77, 1314, 715]
list-item: ▶ ਮੈਂ ਹਰਬੰਸ ਸਿੰਘ ਪੁੱਤਰ ਸ. ਬਚਨ ਸਿੰਘ ਵਾਸੀ ਪਿੰਡ ਤੇ ਡਾਕ. ਧਨੌਲਾ ਤਹਿਸੀਲ ਤੇ ਜ਼ਿਲ੍ਹਾ ਬਰਨਾਲਾ ਬਿਆਨ ਕਰਦਾ ਹਾਂ ਕਿ ਮੇਰੀ ਲੜਕੀ ਤੇ ਜਵਾਈ ਮੇਰੇ ਕਹਿਣੇ ਤੋਂ ਬਾਹਰ ਹਨ, ਮੈਂ ਇਹਨਾਂ ਨੂੰ ਆਪਣੀ ਸਾਰੀ ਜਾਇਦਾਦ ਵਿੱਚੋਂ ਬੇਦਖਲ ਕਰਦਾ ਹਾਂ। ਸਾਰੇ ਸੱਜਣ ਨੋਟ ਕਰਨ। — [195, 122, 377, 159]
bedakhli-list — [8, 103, 189, 796]
masthead-title: ਪਹਿਰੇਦਾਰ — [16, 17, 169, 62]
aam-soochna-list — [8, 822, 189, 936]
story-body-badal — [758, 514, 939, 554]
paragraph: ਸੰਗਰੂਰ, 30 ਜੁਲਾਈ (ਹਰਜੀਤ ਸਿੰਘ ਮਾਨਕੋ) - ਪੰਜਾਬ ਸਰਕਾਰ ਵੱਲੋਂ 31 ਜੁਲਾਈ ਨੂੰ ਸ਼ਹੀਦ ਊਧਮ ਸਿੰਘ ਜੀ ਦੇ ਸ਼ਹੀਦੀ ਦਿਹਾੜੇ ਮੌਕੇ ਜ਼ਿਲ੍ਹਾ ਸੰਗਰੂਰ ਵਿੱਚ ਸਥਾਨਕ ਛੁੱਟੀ ਦਾ ਐਲਾਨ ਕੀਤਾ ਗਿਆ ਹੈ। ਡਿਪਟੀ ਕਮਿਸ਼ਨਰ ਸੰਗਰੂਰ ਵੱਲੋਂ ਜਾਰੀ ਹੁਕਮਾਂ ਅਨੁਸਾਰ ਨੈਗੋਸ਼ੀਏਬਲ ਇੰਸਟਰੂਮੈਂਟ ਐਕਟ 1881 ਦੀ ਧਾਰਾ 25 ਅਧੀਨ ਇਹ ਛੁੱਟੀ ਐਲਾਨੀ ਗਈ ਹੈ। ਇਸ ਦਿਨ ਜ਼ਿਲ੍ਹੇ ਦੇ ਸਾਰੇ ਸਰਕਾਰੀ ਦਫ਼ਤਰ, ਵਿਦਿਅਕ ਅਦਾਰੇ, ਸਰਕਾਰੀ ਤੇ ਪ੍ਰਾਈਵੇਟ ਵਿਦਿਅਕ ਸੰਸਥਾਵਾਂ ਬੰਦ ਰਹਿਣਗੀਆਂ। ਸ਼ਹੀਦ ਊਧਮ ਸਿੰਘ ਜੀ ਦੇ ਜੱਦੀ ਪਿੰਡ ਸੁਨਾਮ ਵਿਖੇ ਵਿਸ਼ੇਸ਼ ਸਮਾਗਮ ਕਰਵਾਏ ਜਾਣਗੇ ਜਿਨ੍ਹਾਂ ਵਿੱਚ ਸੂਬੇ ਦੇ ਮੰਤਰੀ ਤੇ ਹੋਰ ਪਤਵੰਤੇ ਸ਼ਾਮਲ ਹੋਣਗੇ। — [1139, 269, 1309, 352]
paragraph: ਪੈਰਿਸ, ਭਾਰਤ ਦੀ ਨਿਸ਼ਾਨੇਬਾਜ਼ ਜੋੜੀ ਮਨੂ ਭਾਕਰ ਅਤੇ ਸਰਬਜੋਤ ਸਿੰਘ ਨੇ 10 ਮੀਟਰ ਏਅਰ ਪਿਸਟਲ ਮਿਕਸਡ ਟੀਮ ਮੁਕਾਬਲੇ ਵਿੱਚ ਕਾਂਸੀ ਦਾ ਤਗਮਾ ਜਿੱਤ ਕੇ ਇਤਿਹਾਸ ਰਚ ਦਿੱਤਾ। ਇਸ ਜਿੱਤ ਨਾਲ ਮਨੂ ਭਾਕਰ ਇੱਕੋ ਓਲੰਪਿਕ ਵਿੱਚ ਦੋ ਤਗਮੇ ਜਿੱਤਣ ਵਾਲੀ ਪਹਿਲੀ ਭਾਰਤੀ ਖਿਡਾਰਨ ਬਣ ਗਈ ਹੈ। ਪ੍ਰਧਾਨ ਮੰਤਰੀ ਸਮੇਤ ਦੇਸ਼ ਭਰ ਦੇ ਆਗੂਆਂ ਨੇ ਦੋਵੇਂ ਖਿਡਾਰੀਆਂ ਨੂੰ ਵਧਾਈ ਦਿੱਤੀ ਹੈ। — [383, 500, 564, 545]
paragraph: ਪਟਿਆਲਾ, 30 ਜੁਲਾਈ (ਬਲਵਿੰਦਰ ਸਿੰਘ ਕਾਹਨਗੜ੍ਹ) - ਸ਼੍ਰੋਮਣੀ ਗੁਰਦੁਆਰਾ ਪ੍ਰਬੰਧਕ ਕਮੇਟੀ ਦੀਆਂ ਆਮ ਚੋਣਾਂ ਲਈ ਵੋਟਰ ਸੂਚੀ ਵਿੱਚ ਨਾਮ ਦਰਜ ਕਰਵਾਉਣ ਦੀ ਆਖਰੀ ਮਿਤੀ 31 ਜੁਲਾਈ, 2024 ਹੈ। ਗੁਰਦੁਆਰਾ ਚੋਣ ਕਮਿਸ਼ਨ ਵੱਲੋਂ ਜਾਰੀ ਹਦਾਇਤਾਂ ਅਨੁਸਾਰ ਸਿੱਖ ਵੋਟਰ ਆਪਣੇ ਨੇੜਲੇ ਬੂਥ ਜਾਂ ਆਨਲਾਈਨ ਪੋਰਟਲ ਰਾਹੀਂ ਫਾਰਮ ਭਰ ਸਕਦੇ ਹਨ। 21 ਸਾਲ ਤੋਂ ਵੱਧ ਉਮਰ ਦੇ ਅੰਮ੍ਰਿਤਧਾਰੀ ਅਤੇ ਕੇਸਧਾਰੀ ਸਿੱਖ ਵੋਟ ਬਣਵਾ ਸਕਦੇ ਹਨ। ਕਮਿਸ਼ਨ ਨੇ ਅਪੀਲ ਕੀਤੀ ਹੈ ਕਿ ਵੱਧ ਤੋਂ ਵੱਧ ਸੰਗਤ ਆਪਣੀਆਂ ਵੋਟਾਂ ਬਣਵਾਏ ਤਾਂ ਜੋ ਪੰਥਕ ਚੋਣਾਂ ਵਿੱਚ ਭਰਵੀਂ ਸ਼ਮੂਲੀਅਤ ਹੋ ਸਕੇ। — [1139, 410, 1309, 493]
publication-date: ਬੁੱਧਵਾਰ 31 ਜੁਲਾਈ 2024 — [1275, 43, 1441, 62]
list-item: ▶ ਮੈਂ ਸਤਨਾਮ ਸਿੰਘ ਪੁੱਤਰ ਸ. ਮੱਘਰ ਸਿੰਘ ਵਾਸੀ ਮਕਾਨ ਨੰਬਰ ਬੀ-1718/20, ਭਗਤ ਨਗਰ, ਮੋਗਾ ਬਿਆਨ ਕਰਦਾ ਹਾਂ ਕਿ ਮੇਰੀ ਨੂੰਹ ਤੇ ਲੜਕਾ ਮੇਰੇ ਕਹਿਣੇ ਤੋਂ ਬਾਹਰ ਹਨ। ਮੈਂ ਇਹਨਾਂ ਨੂੰ ਬੇਦਖਲ ਕਰਦਾ ਹਾਂ। — [8, 765, 189, 792]
column-news-5 — [758, 77, 939, 554]
paragraph: ਪੰਥਕ ਹਲਕਿਆਂ ਵਿੱਚ ਚਰਚਾ ਹੈ ਕਿ ਆਉਣ ਵਾਲੇ ਸਮੇਂ ਵਿੱਚ ਸਿਆਸੀ ਸਮੀਕਰਨ ਬਦਲ ਸਕਦੇ ਹਨ। ਆਗੂਆਂ ਦਾ ਕਹਿਣਾ ਹੈ ਕਿ ਲੋਕਾਂ ਦੇ ਮੁੱਦਿਆਂ ਨੂੰ ਤਰਜੀਹ ਦਿੱਤੀ ਜਾਵੇਗੀ ਅਤੇ ਹਰ ਵਰਗ ਨੂੰ ਨਾਲ ਲੈ ਕੇ ਚੱਲਿਆ ਜਾਵੇਗਾ। ਉਹਨਾਂ ਕਿਹਾ ਕਿ ਪੰਜਾਬ ਦੀ ਤਰੱਕੀ ਲਈ ਸਾਰਿਆਂ ਨੂੰ ਮਿਲ ਕੇ ਕੰਮ ਕਰਨਾ ਪਵੇਗਾ। — [1133, 665, 1314, 711]
list-item: ▶ ਮੈਂ ਨਿਰਮਲ ਸਿੰਘ ਪੁੱਤਰ ਸ. ਅਜੀਤ ਸਿੰਘ ਵਾਸੀ ਗਲੀ ਨੰਬਰ 4 ਗੁਰੂ ਨਾਨਕ ਨਗਰ ਜਲੰਧਰ ਬਿਆਨ ਕਰਦਾ ਹਾਂ ਕਿ ਮੇਰਾ ਲੜਕਾ ਮੇਰੇ ਕਹਿਣੇ ਤੋਂ ਬਾਹਰ ਹੈ। ਉਸ ਨੂੰ ਮੈਂ ਆਪਣੀ ਸਾਰੀ ਜਾਇਦਾਦ ਤੋਂ ਬੇਦਖਲ ਕਰਦਾ ਹਾਂ। — [8, 409, 189, 437]
list-item: ▶ ਸਬੰਧਤ ਧਿਰਾਂ ਨੂੰ ਸੂਚਿਤ ਕੀਤਾ ਜਾਂਦਾ ਹੈ। — [1321, 655, 1502, 664]
list-item: ▶ ਮੇਰੀ ਅਸਲ ਰਜਿਸਟਰੀ ਨੰਬਰ 44 ਮਿਤੀ 25/07/2024 ਗੁੰਮ ਹੋ ਗਈ ਹੈ। ਲੱਭਣ ਵਾਲਾ ਸੰਪਰਕ ਕਰੇ 9463331173 — [1321, 526, 1502, 545]
paragraph: ਚੰਡੀਗੜ੍ਹ, ਸ਼੍ਰੋਮਣੀ ਅਕਾਲੀ ਦਲ ਦੇ ਆਗੂਆਂ ਨੇ ਪਾਰਟੀ ਦੀ ਮੌਜੂਦਾ ਸਥਿਤੀ ਬਾਰੇ ਵਿਚਾਰ-ਵਟਾਂਦਰਾ ਕੀਤਾ। ਬੈਠਕ ਵਿੱਚ ਪਾਰਟੀ ਨੂੰ ਮਜ਼ਬੂਤ ਕਰਨ ਲਈ ਕਈ ਅਹਿਮ ਫੈਸਲੇ ਲਏ ਗਏ। ਆਗੂਆਂ ਨੇ ਕਿਹਾ ਕਿ ਪਾਰਟੀ ਪੰਥਕ ਮੁੱਦਿਆਂ 'ਤੇ ਲਗਾਤਾਰ ਪਹਿਰਾ ਦਿੰਦੀ ਰਹੇਗੀ ਅਤੇ ਪੰਜਾਬ ਦੇ ਹੱਕਾਂ ਦੀ ਰਾਖੀ ਲਈ ਸੰਘਰਸ਼ ਜਾਰੀ ਰੱਖੇਗੀ। — [383, 660, 564, 706]
story-body-continued-2 — [570, 223, 752, 508]
story-headline-badal: ਬਾਦਲ ਨੇ ਹਿੱਕ ਤੇ ਹੱਥ ਮਾਰ ... — [758, 494, 939, 510]
list-item: ▶ ਮੇਰਾ ਮੂਲ ਅਲਾਟਮੈਂਟ ਪੱਤਰ ਜਿਸ ਦਾ ਨੰਬਰ 04 ਰਜਿਸਟਰਡ ਵੇਚ-ਨਾਮਾ ਮਿਤੀ 13/05/2011 ਵਹੀ ਨੰਬਰ 1 ਰਜਿਸਟਰੀ ਨੰਬਰ PMI-318 ਮਿਤੀ 13/05/2011 ਸਬੰਧੀ ਕਾਗਜ਼ਾਤ ਗੁੰਮ ਹੋ ਗਏ ਹਨ। ਜੇਕਰ ਕਿਸੇ ਨੂੰ ਮਿਲਣ ਤਾਂ ਸੰਪਰਕ ਕਰੋ 98914412036 — [1321, 484, 1502, 521]
list-item: ▶ ਮੈਂ ਕਰਮਜੀਤ ਕੌਰ ਪਤਨੀ ਸ. ਦਲਜੀਤ ਸਿੰਘ ਵਾਸੀ ਪਿੰਡ ਬੁੱਘੀਪੁਰਾ ਤਹਿਸੀਲ ਨਿਹਾਲ ਸਿੰਘ ਵਾਲਾ ਜ਼ਿਲ੍ਹਾ ਮੋਗਾ ਬਿਆਨ ਕਰਦੀ ਹਾਂ ਕਿ ਮੇਰਾ ਲੜਕਾ ਮੇਰੇ ਕਹਿਣੇ ਤੋਂ ਬਾਹਰ ਹੈ। ਮੈਂ ਉਸ ਨੂੰ ਚੱਲ ਅਚੱਲ ਜਾਇਦਾਦ ਤੋਂ ਬੇਦਖਲ ਕਰਦੀ ਹਾਂ। — [8, 286, 189, 323]
list-item: ▶ ਮੈਂ ਬਲਕਾਰ ਸਿੰਘ ਪੁੱਤਰ ਸ. ਚੰਨਣ ਸਿੰਘ ਵਾਸੀ ਪਿੰਡ ਸਮਰਾਲਾ ਤਹਿਸੀਲ ਸਮਰਾਲਾ ਜ਼ਿਲ੍ਹਾ ਲੁਧਿਆਣਾ ਬਿਆਨ ਕਰਦਾ ਹਾਂ ਕਿ ਮੇਰਾ ਲੜਕਾ ਮੇਰੇ ਕਹਿਣੇ ਤੋਂ ਬਾਹਰ ਹੈ। ਉਸ ਨੂੰ ਬੇਦਖਲ ਕਰਦਾ ਹਾਂ। — [8, 733, 189, 761]
paragraph: ਪੈਰਿਸ, ਭਾਰਤ ਦੀ ਨਿਸ਼ਾਨੇਬਾਜ਼ ਜੋੜੀ ਮਨੂ ਭਾਕਰ ਅਤੇ ਸਰਬਜੋਤ ਸਿੰਘ ਨੇ 10 ਮੀਟਰ ਏਅਰ ਪਿਸਟਲ ਮਿਕਸਡ ਟੀਮ ਮੁਕਾਬਲੇ ਵਿੱਚ ਕਾਂਸੀ ਦਾ ਤਗਮਾ ਜਿੱਤ ਕੇ ਇਤਿਹਾਸ ਰਚ ਦਿੱਤਾ। ਇਸ ਜਿੱਤ ਨਾਲ ਮਨੂ ਭਾਕਰ ਇੱਕੋ ਓਲੰਪਿਕ ਵਿੱਚ ਦੋ ਤਗਮੇ ਜਿੱਤਣ ਵਾਲੀ ਪਹਿਲੀ ਭਾਰਤੀ ਖਿਡਾਰਨ ਬਣ ਗਈ ਹੈ। ਪ੍ਰਧਾਨ ਮੰਤਰੀ ਸਮੇਤ ਦੇਸ਼ ਭਰ ਦੇ ਆਗੂਆਂ ਨੇ ਦੋਵੇਂ ਖਿਡਾਰੀਆਂ ਨੂੰ ਵਧਾਈ ਦਿੱਤੀ ਹੈ। — [570, 222, 752, 268]
gumshudgi-list — [1321, 484, 1502, 570]
paragraph: ਇਸ ਮੌਕੇ ਸਿੱਖ ਜਥੇਬੰਦੀਆਂ ਦੇ ਆਗੂਆਂ ਨੇ ਵੀ ਸੰਗਤਾਂ ਨੂੰ ਅਪੀਲ ਕੀਤੀ ਕਿ ਉਹ ਆਪਣੀਆਂ ਵੋਟਾਂ ਜਰੂਰ ਬਣਵਾਉਣ। ਉਹਨਾਂ ਕਿਹਾ ਕਿ ਗੁਰਦੁਆਰਾ ਚੋਣਾਂ ਲੰਬੇ ਸਮੇਂ ਤੋਂ ਲਟਕ ਰਹੀਆਂ ਹਨ ਅਤੇ ਹੁਣ ਸਮਾਂ ਆ ਗਿਆ ਹੈ ਕਿ ਪੰਥ ਦੀ ਸਰਬ-ਉੱਚ ਸੰਸਥਾ ਦੀਆਂ ਚੋਣਾਂ ਲੋਕਤੰਤਰੀ ਢੰਗ ਨਾਲ ਕਰਵਾਈਆਂ ਜਾਣ। ਸਾਲ 2007, 2012 ਅਤੇ 2017 ਵਿੱਚ ਹੋਈਆਂ ਚੋਣਾਂ ਦਾ ਹਵਾਲਾ ਦਿੰਦਿਆਂ ਆਗੂਆਂ ਨੇ ਕਿਹਾ ਕਿ ਹਰ ਵਾਰ ਵੋਟਰ ਸੂਚੀ ਵਿੱਚ ਕਈ ਖਾਮੀਆਂ ਰਹਿ ਜਾਂਦੀਆਂ ਹਨ, ਜਿਸ ਕਾਰਨ ਕਈ ਸਿੱਖ ਵੋਟ ਪਾਉਣ ਤੋਂ ਵਾਂਝੇ ਰਹਿ ਜਾਂਦੇ ਹਨ। — [1321, 390, 1502, 454]
